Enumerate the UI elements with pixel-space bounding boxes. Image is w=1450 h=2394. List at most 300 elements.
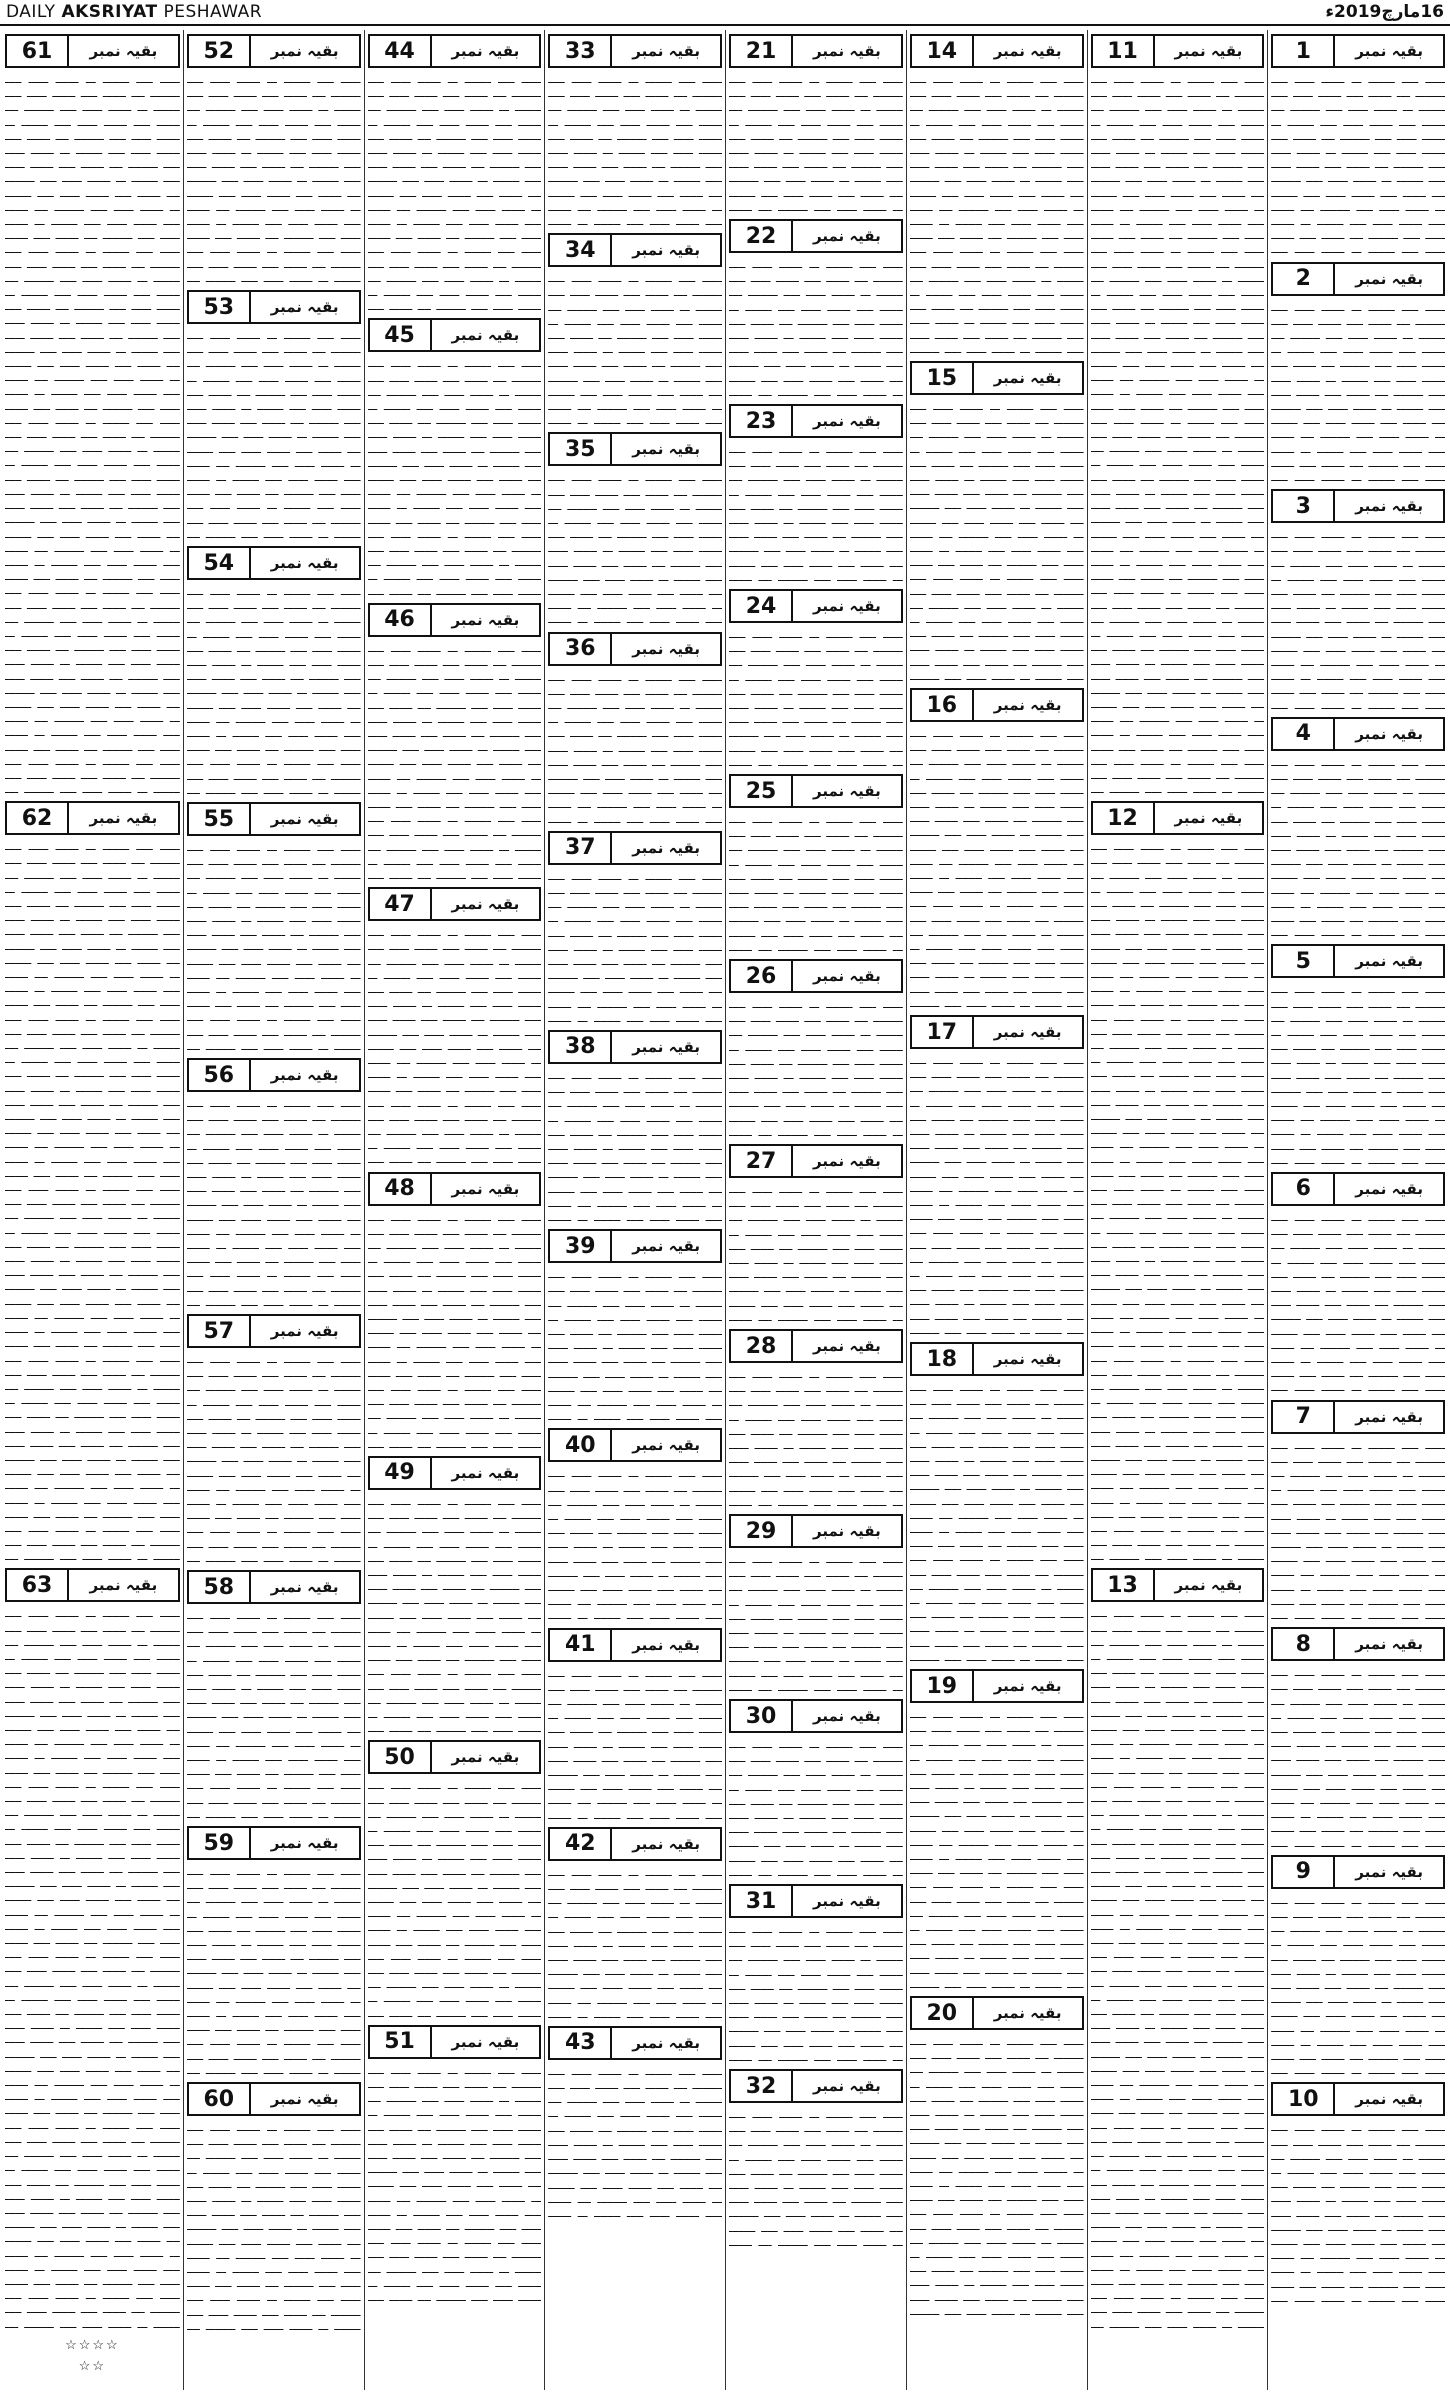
column-8 xyxy=(2,30,183,2390)
continuation-label: بقیہ نمبر xyxy=(813,412,881,430)
continuation-item xyxy=(548,34,722,229)
continuation-body: ــــــ ـــــ ــــــــ ـــ ـــــــ ــــــ ـــــ ـــــــــ ــــ ـــــــ ـــــ ـــــــ ــــــ ـــــ ــــــــ ـــ ـــــــ ــــــ ـــــ ـــــــــ ــــ ـــــــ ـــــ ـــــــ ــــــ ـــــ ــــــــ ـــ ـــــــ ــــــ ـــــ ـــــــــ ــــ ـــــــ ـــــ ـــــــ ــــــ ـــــ ــــــــ ـــ ـــــــ ــــــ ـــــ ـــــــــ ــــ ـــــــ ـــــ ـــــــ ــــــ ـــــ ــــــــ ـــ ـــــــ ــــــ ـــــ ـــــــــ ــــ ـــــــ ـــــ ـــــــ ــــــ ـــــ ــــــــ ـــ ـــــــ ــــــ ـــــ ـــــــــ ــــ ـــــــ ـــــ ـــــــ ــــــ ـــــ ــــــــ ـــ ـــــــ xyxy=(548,73,722,229)
continuation-header xyxy=(910,361,1084,395)
continuation-body: ــــــ ـــــ ــــــــ ـــ ـــــــ ــــــ ـــــ ـــــــــ ــــ ـــــــ ـــــ ـــــــ ــــــ ـــــ ــــــــ ـــ ـــــــ ــــــ ـــــ ـــــــــ ــــ ـــــــ ـــــ ـــــــ ــــــ ـــــ ــــــــ ـــ ـــــــ ــــــ ـــــ ـــــــــ ــــ ـــــــ ـــــ ـــــــ ــــــ ـــــ ــــــــ ـــ ـــــــ ــــــ ـــــ ـــــــــ ــــ ـــــــ ـــــ ـــــــ ــــــ ـــــ ــــــــ ـــ ـــــــ ــــــ ـــــ ـــــــــ ــــ ـــــــ ـــــ ـــــــ ــــــ ـــــ ــــــــ ـــ ـــــــ ــــــ ـــــ ـــــــــ ــــ ـــــــ xyxy=(729,813,903,954)
continuation-number: 19 xyxy=(912,1671,974,1701)
continuation-body: ــــــ ـــــ ــــــــ ـــ ـــــــ ــــــ ـــــ ـــــــــ ــــ ـــــــ ـــــ ـــــــ ــــــ ـــــ ــــــــ ـــ ـــــــ ــــــ ـــــ ـــــــــ ــــ ـــــــ ـــــ ـــــــ ــــــ ـــــ ــــــــ ـــ ـــــــ ــــــ ـــــ ـــــــــ ــــ ـــــــ ـــــ ـــــــ ــــــ ـــــ ــــــــ ـــ ـــــــ ــــــ ـــــ ـــــــــ ــــ ـــــــ ـــــ ـــــــ ــــــ ـــــ ــــــــ ـــ ـــــــ ــــــ ـــــ ـــــــــ ــــ ـــــــ ـــــ ـــــــ ــــــ ـــــ ــــــــ ـــ ـــــــ ــــــ ـــــ ـــــــــ ــــ ـــــــ xyxy=(729,1553,903,1694)
continuation-item xyxy=(1091,801,1265,1564)
continuation-item xyxy=(368,603,542,883)
continuation-item xyxy=(729,774,903,955)
continuation-body: ــــــ ـــــ ــــــــ ـــ ـــــــ ــــــ ـــــ ـــــــــ ــــ ـــــــ ـــــ ـــــــ ــــــ ـــــ ــــــــ ـــ ـــــــ ــــــ ـــــ ـــــــــ ــــ ـــــــ ـــــ ـــــــ ــــــ ـــــ ــــــــ ـــ ـــــــ ــــــ ـــــ ـــــــــ ــــ ـــــــ ـــــ ـــــــ ــــــ ـــــ ــــــــ ـــ ـــــــ ــــــ ـــــ ـــــــــ ــــ ـــــــ ـــــ ـــــــ ــــــ ـــــ ــــــــ ـــ ـــــــ ــــــ ـــــ ـــــــــ ــــ ـــــــ ـــــ ـــــــ ــــــ ـــــ ــــــــ ـــ ـــــــ ــــــ ـــــ ـــــــــ ــــ ـــــــ ـــــ ـــــــ ــــــ ـــــ ــــــــ ـــ ـــــــ ــــــ ـــــ ـــــــــ ــــ ـــــــ ـــــ ـــــــ ــــــ ـــــ ــــــــ ـــ ـــــــ ــــــ ـــــ ـــــــــ ــــ ـــــــ ـــــ ـــــــ ــــــ ـــــ ــــــــ ـــ ـــــــ ــــــ ـــــ ـــــــــ ــــ ـــــــ ـــــ ـــــــ ــــــ ـــــ ــــــــ ـــ ـــــــ ــــــ ـــــ ـــــــــ ــــ ـــــــ ـــــ ـــــــ ــــــ ـــــ ــــــــ ـــ ـــــــ ــــــ ـــــ ـــــــــ ــــ ـــــــ ـــــ ـــــــ ــــــ ـــــ ــــــــ ـــ ـــــــ ــــــ ـــــ ـــــــــ xyxy=(909,1708,1084,1991)
continuation-number: 2 xyxy=(1273,264,1335,294)
continuation-body: ــــــ ـــــ ــــــــ ـــ ـــــــ ــــــ ـــــ ـــــــــ ــــ ـــــــ ـــــ ـــــــ ــــــ ـــــ ــــــــ ـــ ـــــــ ــــــ ـــــ ـــــــــ ــــ ـــــــ ـــــ ـــــــ ــــــ ـــــ ــــــــ ـــ ـــــــ ــــــ ـــــ ـــــــــ ــــ ـــــــ ـــــ ـــــــ ــــــ ـــــ ــــــــ ـــ ـــــــ ــــــ ـــــ ـــــــــ ــــ ـــــــ ـــــ ـــــــ ــــــ ـــــ ــــــــ ـــ ـــــــ ــــــ ـــــ ـــــــــ ــــ ـــــــ ـــــ ـــــــ ــــــ ـــــ ــــــــ ـــ ـــــــ ــــــ ـــــ ـــــــــ ــــ ـــــــ xyxy=(729,1183,903,1324)
continuation-header xyxy=(910,1996,1084,2030)
continuation-label: بقیہ نمبر xyxy=(813,1892,881,1910)
continuation-header xyxy=(729,1884,903,1918)
continuation-header xyxy=(910,1342,1084,1376)
continuation-header xyxy=(368,318,542,352)
continuation-body: ــــــ ـــــ ــــــــ ـــ ـــــــ ــــــ ـــــ ـــــــــ ــــ ـــــــ ـــــ ـــــــ ــــــ ـــــ ــــــــ ـــ ـــــــ ــــــ ـــــ ـــــــــ ــــ ـــــــ ـــــ ـــــــ ــــــ ـــــ ــــــــ ـــ ـــــــ ــــــ ـــــ ـــــــــ ــــ ـــــــ ـــــ ـــــــ ــــــ ـــــ ــــــــ ـــ ـــــــ ــــــ ـــــ ـــــــــ ــــ ـــــــ ـــــ ـــــــ ــــــ ـــــ ــــــــ ـــ ـــــــ ــــــ ـــــ ـــــــــ ــــ ـــــــ ـــــ ـــــــ ــــــ ـــــ ــــــــ ـــ ـــــــ ــــــ ـــــ ـــــــــ ــــ ـــــــ ـــــ ـــــــ ــــــ ـــــ ــــــــ ـــ ـــــــ ــــــ ـــــ ـــــــــ ــــ ـــــــ ـــــ ـــــــ ــــــ ـــــ ــــــــ ـــ ـــــــ ــــــ ـــــ ـــــــــ ــــ ـــــــ ـــــ ـــــــ ــــــ ـــــ ــــــــ ـــ ـــــــ ــــــ ـــــ ـــــــــ ــــ ـــــــ ـــــ ـــــــ ــــــ ـــــ ــــــــ ـــ ـــــــ ــــــ ـــــ ـــــــــ ــــ ـــــــ ـــــ xyxy=(367,641,542,883)
continuation-number: 62 xyxy=(7,803,69,833)
continuation-header xyxy=(1271,1400,1445,1434)
continuation-header xyxy=(187,1570,361,1604)
publication-name xyxy=(6,2,262,22)
continuation-item xyxy=(910,1015,1084,1338)
continuation-number: 20 xyxy=(912,1998,974,2028)
continuation-number: 23 xyxy=(731,406,793,436)
continuation-item xyxy=(548,632,722,827)
continuation-item xyxy=(187,1314,361,1566)
continuation-label: بقیہ نمبر xyxy=(632,2033,700,2052)
continuation-label: بقیہ نمبر xyxy=(632,1635,700,1654)
continuation-label: بقیہ نمبر xyxy=(270,298,339,316)
continuation-label: بقیہ نمبر xyxy=(993,369,1062,387)
continuation-header xyxy=(187,1314,361,1348)
continuation-item xyxy=(1271,1400,1445,1624)
continuation-label: بقیہ نمبر xyxy=(270,1578,339,1596)
continuation-body: ــــــ ـــــ ــــــــ ـــ ـــــــ ــــــ ـــــ ـــــــــ ــــ ـــــــ ـــــ ـــــــ ــــــ ـــــ ــــــــ ـــ ـــــــ ــــــ ـــــ ـــــــــ ــــ ـــــــ ـــــ ـــــــ ــــــ ـــــ ــــــــ ـــ ـــــــ ــــــ ـــــ ـــــــــ ــــ ـــــــ ـــــ ـــــــ ــــــ ـــــ ــــــــ ـــ ـــــــ ــــــ ـــــ ـــــــــ ــــ ـــــــ ـــــ ـــــــ ــــــ ـــــ ــــــــ ـــ ـــــــ ــــــ ـــــ ـــــــــ ــــ ـــــــ ـــــ ـــــــ ــــــ ـــــ ــــــــ ـــ ـــــــ ــــــ ـــــ ـــــــــ ــــ ـــــــ ـــــ ـــــــ ــــــ ـــــ ــــــــ ـــ ـــــــ ــــــ ـــــ ـــــــــ ــــ ـــــــ ـــــ ـــــــ ــــــ ـــــ ــــــــ ـــ ـــــــ ــــــ ـــــ ـــــــــ ــــ ـــــــ ـــــ ـــــــ ــــــ ـــــ ــــــــ ـــ ـــــــ ــــــ ـــــ ـــــــــ ــــ ـــــــ ـــــ ـــــــ ــــــ ـــــ ــــــــ ـــ ـــــــ ــــــ ـــــ ـــــــــ ــــ ـــــــ ـــــ xyxy=(367,1210,542,1451)
continuation-body: ــــــ ـــــ ــــــــ ـــ ـــــــ ــــــ ـــــ ـــــــــ ــــ ـــــــ ـــــ ـــــــ ــــــ ـــــ ــــــــ ـــ ـــــــ ــــــ ـــــ ـــــــــ ــــ ـــــــ ـــــ ـــــــ ــــــ ـــــ ــــــــ ـــ ـــــــ ــــــ ـــــ ـــــــــ ــــ ـــــــ ـــــ ـــــــ ــــــ ـــــ ــــــــ ـــ ـــــــ ــــــ ـــــ ـــــــــ ــــ ـــــــ ـــــ ـــــــ ــــــ ـــــ ــــــــ ـــ ـــــــ ــــــ ـــــ ـــــــــ ــــ ـــــــ ـــــ ـــــــ ــــــ ـــــ ــــــــ ـــ ـــــــ ــــــ ـــــ ـــــــــ ــــ ـــــــ ـــــ ـــــــ ــــــ ـــــ ــــــــ ـــ ـــــــ ــــــ ـــــ ـــــــــ ــــ ـــــــ ـــــ ـــــــ ــــــ ـــــ ــــــــ ـــ ـــــــ ــــــ ـــــ ـــــــــ ــــ ـــــــ ـــــ ـــــــ ــــــ ـــــ ــــــــ ـــ ـــــــ ــــــ ـــــ ـــــــــ ــــ ـــــــ ـــــ ـــــــ ــــــ ـــــ ــــــــ ـــ ـــــــ ــــــ ـــــ ـــــــــ ــــ ـــــــ ـــــ ـــــــ ــــــ ـــــ ــــــــ ـــ ـــــــ ــــــ ـــــ ـــــــــ ــــ ـــــــ ـــــ ـــــــ ــــــ ـــــ ــــــــ ـــ ـــــــ ــــــ ـــــ ـــــــــ ــــ ـــــــ ـــــ ـــــــ ــــــ ـــــ ــــــــ ـــ ـــــــ ــــــ ـــــ ـــــــــ ــــ ـــــــ ـــــ ـــــــ ــــــ ـــــ ــــــــ ـــ ـــــــ ــــــ ـــــ ـــــــــ ــــ ـــــــ ـــــ ـــــــ ــــــ ـــــ ــــــــ ـــ ـــــــ ــــــ ـــــ ـــــــــ ــــ ـــــــ ـــــ ـــــــ ــــــ ـــــ ــــــــ ـــ ـــــــ ــــــ ـــــ ـــــــــ ــــ ـــــــ ـــــ ـــــــ ــــــ ـــــ ــــــــ ـــ ـــــــ ــــــ ـــــ ـــــــــ ــــ ـــــــ ـــــ ـــــــ ــــــ ـــــ ــــــــ ـــ ـــــــ ــــــ ـــــ ـــــــــ ــــ ـــــــ ـــــ ـــــــ ــــــ ـــــ ــــــــ ـــ ـــــــ ــــــ ـــــ ـــــــــ ــــ ـــــــ ـــــ ـــــــ ــــــ ـــــ ــــــــ ـــ ـــــــ ــــــ ـــــ ـــــــــ ــــ ـــــــ ـــــ ـــــــ ــــــ ـــــ ــــــــ ـــ ـــــــ ــــــ ـــــ ـــــــــ ــــ ـــــــ ـــــ ـــــــ ــــــ ـــــ ــــــــ ـــ ـــــــ ــــــ ـــــ ـــــــــ ــــ ـــــــ ـــــ ـــــــ ــــــ ـــــ ــــــــ ـــ ـــــــ ــــــ ـــــ ـــــــــ ــــ ـــــــ ـــــ ـــــــ ــــــ ـــــ ــــــــ ـــ ـــــــ ــــــ ـــــ ـــــــــ ــــ ـــــــ ـــــ ـــــــ ــــــ ـــــ ــــــــ ـــ ـــــــ ــــــ ـــــ ـــــــــ ــــ ـــــــ ـــــ ـــــــ ــــــ ـــــ ــــــــ ـــ ـــــــ ــــــ ـــــ ـــــــــ ــــ ـــــــ ـــــ ـــــــ ــــــ ـــــ ــــــــ ـــ ـــــــ ــــــ ـــــ ـــــــــ ــــ ـــــــ ـــــ ـــــــ ــــــ ـــــ ــــــــ ـــ ـــــــ ــــــ ـــــ ـــــــــ ــــ ـــــــ ـــــ ـــــــ ــــــ ـــــ ــــــــ ـــ ـــــــ ــــــ ـــــ ـــــــــ ــــ ـــــــ ـــــ ـــــــ ــــــ ـــــ ــــــــ ـــ ـــــــ ــــــ ـــــ ـــــــــ ــــ xyxy=(5,1607,180,2331)
continuation-body: ــــــ ـــــ ــــــــ ـــ ـــــــ ــــــ ـــــ ـــــــــ ــــ ـــــــ ـــــ ـــــــ ــــــ ـــــ ــــــــ ـــ ـــــــ ــــــ ـــــ ـــــــــ ــــ ـــــــ ـــــ ـــــــ ــــــ ـــــ ــــــــ ـــ ـــــــ ــــــ ـــــ ـــــــــ ــــ ـــــــ ـــــ ـــــــ ــــــ ـــــ ــــــــ ـــ ـــــــ ــــــ ـــــ ـــــــــ ــــ ـــــــ ـــــ ـــــــ ــــــ ـــــ ــــــــ ـــ ـــــــ ــــــ ـــــ ـــــــــ ــــ ـــــــ ـــــ ـــــــ ــــــ ـــــ ــــــــ ـــ ـــــــ ــــــ ـــــ ـــــــــ ــــ ـــــــ ـــــ ـــــــ ــــــ ـــــ ــــــــ ـــ ـــــــ ــــــ ـــــ ـــــــــ ــــ ـــــــ ـــــ ـــــــ ــــــ ـــــ ــــــــ ـــ ـــــــ ــــــ ـــــ ـــــــــ ــــ ـــــــ ـــــ ـــــــ ــــــ ـــــ ــــــــ ـــ ـــــــ ــــــ ـــــ ـــــــــ ــــ xyxy=(186,1097,361,1309)
continuation-body: ــــــ ـــــ ــــــــ ـــ ـــــــ ــــــ ـــــ ـــــــــ ــــ ـــــــ ـــــ ـــــــ ــــــ ـــــ ــــــــ ـــ ـــــــ ــــــ ـــــ ـــــــــ ــــ ـــــــ ـــــ ـــــــ ــــــ ـــــ ــــــــ ـــ ـــــــ ــــــ ـــــ ـــــــــ ــــ ـــــــ ـــــ ـــــــ ــــــ ـــــ ــــــــ ـــ ـــــــ ــــــ ـــــ ـــــــــ ــــ ـــــــ ـــــ ـــــــ ــــــ ـــــ ــــــــ ـــ ـــــــ ــــــ ـــــ ـــــــــ ــــ ـــــــ ـــــ ـــــــ ــــــ ـــــ ــــــــ ـــ ـــــــ ــــــ ـــــ ـــــــــ ــــ ـــــــ ـــــ ـــــــ ــــــ ـــــ ــــــــ ـــ ـــــــ ــــــ ـــــ ـــــــــ ــــ ـــــــ ـــــ ـــــــ ــــــ ـــــ ــــــــ ـــ ـــــــ ــــــ ـــــ ـــــــــ ــــ ـــــــ ـــــ ـــــــ ــــــ ـــــ ــــــــ ـــ ـــــــ ــــــ ـــــ ـــــــــ ــــ xyxy=(186,329,361,541)
continuation-header xyxy=(910,34,1084,68)
continuation-body: ــــــ ـــــ ــــــــ ـــ ـــــــ ــــــ ـــــ ـــــــــ ــــ ـــــــ ـــــ ـــــــ ــــــ ـــــ ــــــــ ـــ ـــــــ ــــــ ـــــ ـــــــــ ــــ ـــــــ ـــــ ـــــــ ــــــ ـــــ ــــــــ ـــ ـــــــ ــــــ ـــــ ـــــــــ ــــ ـــــــ ـــــ ـــــــ ــــــ ـــــ ــــــــ ـــ ـــــــ ــــــ ـــــ ـــــــــ ــــ ـــــــ ـــــ ـــــــ ــــــ ـــــ ــــــــ ـــ ـــــــ ــــــ ـــــ ـــــــــ ــــ ـــــــ ـــــ ـــــــ ــــــ ـــــ ــــــــ ـــ ـــــــ ــــــ ـــــ ـــــــــ ــــ ـــــــ ـــــ ـــــــ ــــــ ـــــ ــــــــ ـــ ـــــــ ــــــ ـــــ ـــــــــ ــــ ـــــــ ـــــ ـــــــ ــــــ ـــــ ــــــــ ـــ ـــــــ ــــــ ـــــ ـــــــــ ــــ ـــــــ ـــــ ـــــــ ــــــ ـــــ ــــــــ ـــ ـــــــ ــــــ ـــــ ـــــــــ ــــ xyxy=(186,1865,361,2077)
continuation-label: بقیہ نمبر xyxy=(1355,42,1423,60)
continuation-number: 38 xyxy=(550,1032,612,1062)
continuation-label: بقیہ نمبر xyxy=(451,610,520,629)
continuation-body: ــــــ ـــــ ــــــــ ـــ ـــــــ ــــــ ـــــ ـــــــــ ــــ ـــــــ ـــــ ـــــــ ــــــ ـــــ ــــــــ ـــ ـــــــ ــــــ ـــــ ـــــــــ ــــ ـــــــ ـــــ ـــــــ ــــــ ـــــ ــــــــ ـــ ـــــــ ــــــ ـــــ ـــــــــ ــــ ـــــــ ـــــ ـــــــ ــــــ ـــــ ــــــــ ـــ ـــــــ ــــــ ـــــ ـــــــــ ــــ ـــــــ ـــــ ـــــــ ــــــ ـــــ ــــــــ ـــ ـــــــ ــــــ ـــــ ـــــــــ ــــ ـــــــ ـــــ ـــــــ ــــــ ـــــ ــــــــ ـــ ـــــــ ــــــ ـــــ ـــــــــ ــــ ـــــــ ـــــ ـــــــ ــــــ ـــــ ــــــــ ـــ ـــــــ xyxy=(548,1865,722,2021)
continuation-item xyxy=(548,1030,722,1225)
continuation-body: ــــــ ـــــ ــــــــ ـــ ـــــــ ــــــ ـــــ ـــــــــ ــــ ـــــــ ـــــ ـــــــ ــــــ ـــــ ــــــــ ـــ ـــــــ ــــــ ـــــ ـــــــــ ــــ ـــــــ ـــــ ـــــــ ــــــ ـــــ ــــــــ ـــ ـــــــ ــــــ ـــــ ـــــــــ ــــ ـــــــ ـــــ ـــــــ ــــــ ـــــ ــــــــ ـــ ـــــــ ــــــ ـــــ ـــــــــ ــــ ـــــــ ـــــ ـــــــ ــــــ ـــــ ــــــــ ـــ ـــــــ ــــــ ـــــ ـــــــــ ــــ ـــــــ ـــــ ـــــــ ــــــ ـــــ ــــــــ ـــ ـــــــ ــــــ ـــــ ـــــــــ ــــ ـــــــ ـــــ ـــــــ ــــــ ـــــ ــــــــ ـــ ـــــــ ــــــ ـــــ ـــــــــ ــــ ـــــــ ـــــ ـــــــ ــــــ ـــــ ــــــــ ـــ ـــــــ ــــــ ـــــ ـــــــــ ــــ ـــــــ ـــــ ـــــــ ــــــ ـــــ ــــــــ ـــ ـــــــ ــــــ ـــــ ـــــــــ ــــ ـــــــ ـــــ ـــــــ ــــــ ـــــ ــــــــ ـــ ـــــــ ــــــ ـــــ ـــــــــ ــــ ـــــــ ـــــ xyxy=(367,1494,542,1736)
continuation-label: بقیہ نمبر xyxy=(813,967,881,985)
continuation-header xyxy=(368,1172,542,1206)
continuation-number: 17 xyxy=(912,1017,974,1047)
continuation-header xyxy=(729,2069,903,2103)
continuation-item xyxy=(1091,1568,1265,2331)
continuation-label: بقیہ نمبر xyxy=(270,1322,339,1340)
continuation-body: ــــــ ـــــ ــــــــ ـــ ـــــــ ــــــ ـــــ ـــــــــ ــــ ـــــــ ـــــ ـــــــ ــــــ ـــــ ــــــــ ـــ ـــــــ ــــــ ـــــ ـــــــــ ــــ ـــــــ ـــــ ـــــــ ــــــ ـــــ ــــــــ ـــ ـــــــ ــــــ ـــــ ـــــــــ ــــ ـــــــ ـــــ ـــــــ ــــــ ـــــ ــــــــ ـــ ـــــــ ــــــ ـــــ ـــــــــ ــــ ـــــــ ـــــ ـــــــ ــــــ ـــــ ــــــــ ـــ ـــــــ ــــــ ـــــ ـــــــــ ــــ ـــــــ ـــــ ـــــــ ــــــ ـــــ ــــــــ ـــ ـــــــ ــــــ ـــــ ـــــــــ ــــ ـــــــ ـــــ ـــــــ ــــــ ـــــ ــــــــ ـــ ـــــــ ــــــ ـــــ ـــــــــ ــــ ـــــــ ـــــ ـــــــ ــــــ ـــــ ــــــــ ـــ ـــــــ ــــــ ـــــ ـــــــــ ــــ ـــــــ ـــــ ـــــــ ــــــ ـــــ ــــــــ ـــ ـــــــ ــــــ ـــــ ـــــــــ ــــ ـــــــ ـــــ ـــــــ ــــــ ـــــ ــــــــ ـــ ـــــــ ــــــ ـــــ ـــــــــ ــــ ـــــــ ـــــ ـــــــ ــــــ ـــــ ــــــــ ـــ ـــــــ ــــــ ـــــ ـــــــــ ــــ ـــــــ ـــــ ـــــــ ــــــ ـــــ ــــــــ ـــ ـــــــ ــــــ ـــــ ـــــــــ ــــ ـــــــ ـــــ ـــــــ ــــــ ـــــ ــــــــ ـــ ـــــــ ــــــ ـــــ ـــــــــ ــــ ـــــــ ـــــ ـــــــ ــــــ ـــــ ــــــــ ـــ ـــــــ ــــــ ـــــ ـــــــــ ــــ ـــــــ ـــــ ـــــــ ــــــ ـــــ ــــــــ ـــ ـــــــ ــــــ ـــــ ـــــــــ ــــ ـــــــ ـــــ ـــــــ ــــــ ـــــ ــــــــ ـــ ـــــــ ــــــ ـــــ ـــــــــ ــــ ـــــــ ـــــ ـــــــ ــــــ ـــــ ــــــــ ـــ ـــــــ ــــــ ـــــ ـــــــــ ــــ ـــــــ ـــــ ـــــــ ــــــ ـــــ ــــــــ ـــ ـــــــ ــــــ ـــــ ـــــــــ ــــ ـــــــ ـــــ ـــــــ ــــــ ـــــ ــــــــ ـــ ـــــــ ــــــ ـــــ ـــــــــ ــــ ـــــــ ـــــ ـــــــ ــــــ ـــــ ــــــــ ـــ ـــــــ ــــــ ـــــ ـــــــــ ــــ ـــــــ ـــــ ـــــــ ــــــ ـــــ ــــــــ ـــ ـــــــ ــــــ ـــــ ـــــــــ ــــ ـــــــ ـــــ ـــــــ ــــــ ـــــ ــــــــ ـــ ـــــــ ــــــ ـــــ ـــــــــ ــــ ـــــــ ـــــ ـــــــ ــــــ ـــــ ــــــــ ـــ ـــــــ ــــــ ـــــ ـــــــــ ــــ ـــــــ ـــــ ـــــــ ــــــ ـــــ ــــــــ ـــ ـــــــ ــــــ ـــــ ـــــــــ ــــ ـــــــ ـــــ ـــــــ ــــــ ـــــ ــــــــ ـــ ـــــــ ــــــ ـــــ ـــــــــ ــــ ـــــــ ـــــ ـــــــ ــــــ ـــــ ــــــــ ـــ ـــــــ ــــــ ـــــ ـــــــــ ــــ ـــــــ ـــــ ـــــــ ــــــ ـــــ ــــــــ ـــ ـــــــ ــــــ ـــــ ـــــــــ ــــ ـــــــ ـــــ ـــــــ ــــــ ـــــ ــــــــ ـــ ـــــــ ــــــ ـــــ ـــــــــ ــــ ـــــــ ـــــ ـــــــ ــــــ ـــــ ــــــــ ـــ ـــــــ ــــــ ـــــ ـــــــــ ــــ ـــــــ ـــــ ـــــــ ــــــ ـــــ ــــــــ ـــ ـــــــ ــــــ ـــــ ـــــــــ ــــ xyxy=(5,840,180,1564)
continuation-item xyxy=(910,1342,1084,1665)
continuation-label: بقیہ نمبر xyxy=(993,696,1062,714)
continuation-body: ــــــ ـــــ ــــــــ ـــ ـــــــ ــــــ ـــــ ـــــــــ ــــ ـــــــ ـــــ ـــــــ ــــــ ـــــ ــــــــ ـــ ـــــــ ــــــ ـــــ ـــــــــ ــــ ـــــــ ـــــ ـــــــ ــــــ ـــــ ــــــــ ـــ ـــــــ ــــــ ـــــ ـــــــــ ــــ ـــــــ ـــــ ـــــــ ــــــ ـــــ ــــــــ ـــ ـــــــ ــــــ ـــــ ـــــــــ ــــ ـــــــ ـــــ ـــــــ ــــــ ـــــ ــــــــ ـــ ـــــــ ــــــ ـــــ ـــــــــ ــــ ـــــــ ـــــ ـــــــ ــــــ ـــــ ــــــــ ـــ ـــــــ ــــــ ـــــ ـــــــــ ــــ ـــــــ ـــــ ـــــــ ــــــ ـــــ ــــــــ ـــ ـــــــ ــــــ ـــــ ـــــــــ ــــ ـــــــ ـــــ ـــــــ ــــــ ـــــ ــــــــ ـــ ـــــــ ــــــ ـــــ ـــــــــ ــــ ـــــــ ـــــ ـــــــ ــــــ ـــــ ــــــــ ـــ ـــــــ ــــــ ـــــ ـــــــــ ــــ ـــــــ ـــــ ـــــــ ــــــ ـــــ ــــــــ ـــ ـــــــ ــــــ ـــــ ـــــــــ ــــ ـــــــ ـــــ ـــــــ ــــــ ـــــ ــــــــ ـــ ـــــــ ــــــ ـــــ ـــــــــ ــــ ـــــــ ـــــ ـــــــ ــــــ ـــــ ــــــــ ـــ ـــــــ ــــــ ـــــ ـــــــــ xyxy=(909,400,1084,683)
continuation-body: ــــــ ـــــ ــــــــ ـــ ـــــــ ــــــ ـــــ ـــــــــ ــــ ـــــــ ـــــ ـــــــ ــــــ ـــــ ــــــــ ـــ ـــــــ ــــــ ـــــ ـــــــــ ــــ ـــــــ ـــــ ـــــــ ــــــ ـــــ ــــــــ ـــ ـــــــ ــــــ ـــــ ـــــــــ ــــ ـــــــ ـــــ ـــــــ ــــــ ـــــ ــــــــ ـــ ـــــــ ــــــ ـــــ ـــــــــ ــــ ـــــــ ـــــ ـــــــ ــــــ ـــــ ــــــــ ـــ ـــــــ ــــــ ـــــ ـــــــــ ــــ ـــــــ ـــــ ـــــــ ــــــ ـــــ ــــــــ ـــ ـــــــ ــــــ ـــــ ـــــــــ ــــ ـــــــ xyxy=(729,73,903,214)
continuation-header xyxy=(187,802,361,836)
continuation-header xyxy=(5,1568,180,1602)
continuation-item xyxy=(910,361,1084,684)
continuation-item xyxy=(1271,717,1445,941)
continuation-item xyxy=(729,1884,903,2065)
continuation-body: ــــــ ـــــ ــــــــ ـــ ـــــــ ــــــ ـــــ ـــــــــ ــــ ـــــــ ـــــ ـــــــ ــــــ ـــــ ــــــــ ـــ ـــــــ ــــــ ـــــ ـــــــــ ــــ ـــــــ ـــــ ـــــــ ــــــ ـــــ ــــــــ ـــ ـــــــ ــــــ ـــــ ـــــــــ ــــ ـــــــ ـــــ ـــــــ ــــــ ـــــ ــــــــ ـــ ـــــــ ــــــ ـــــ ـــــــــ ــــ ـــــــ ـــــ ـــــــ ــــــ ـــــ ــــــــ ـــ ـــــــ ــــــ ـــــ ـــــــــ ــــ ـــــــ ـــــ ـــــــ ــــــ ـــــ ــــــــ ـــ ـــــــ ــــــ ـــــ ـــــــــ ــــ ـــــــ ـــــ ـــــــ ــــــ ـــــ ــــــــ ـــ ـــــــ ــــــ ـــــ ـــــــــ ــــ ـــــــ ـــــ ـــــــ ــــــ ـــــ ــــــــ ـــ ـــــــ ــــــ ـــــ ـــــــــ ــــ ـــــــ ـــــ ـــــــ ــــــ ـــــ ــــــــ ـــ ـــــــ ــــــ ـــــ ـــــــــ ــــ ـــــــ ـــــ ـــــــ ــــــ ـــــ ــــــــ ـــ ـــــــ ــــــ ـــــ ـــــــــ ــــ ـــــــ ـــــ ـــــــ ــــــ ـــــ ــــــــ ـــ ـــــــ ــــــ ـــــ ـــــــــ ــــ ـــــــ ـــــ ـــــــ ــــــ ـــــ ــــــــ ـــ ـــــــ ــــــ ـــــ ـــــــــ ــــ ـــــــ ـــــ ـــــــ ــــــ ـــــ ــــــــ ـــ ـــــــ ــــــ ـــــ ـــــــــ ــــ ـــــــ ـــــ ـــــــ ــــــ ـــــ ــــــــ ـــ ـــــــ ــــــ ـــــ ـــــــــ ــــ ـــــــ ـــــ ـــــــ ــــــ ـــــ ــــــــ ـــ ـــــــ ــــــ ـــــ ـــــــــ ــــ ـــــــ ـــــ ـــــــ ــــــ ـــــ ــــــــ ـــ ـــــــ ــــــ ـــــ ـــــــــ ــــ ـــــــ ـــــ ـــــــ ــــــ ـــــ ــــــــ ـــ ـــــــ ــــــ ـــــ ـــــــــ ــــ ـــــــ ـــــ ـــــــ ــــــ ـــــ ــــــــ ـــ ـــــــ ــــــ ـــــ ـــــــــ ــــ ـــــــ ـــــ ـــــــ ــــــ ـــــ ــــــــ ـــ ـــــــ ــــــ ـــــ ـــــــــ ــــ ـــــــ ـــــ ـــــــ ــــــ ـــــ ــــــــ ـــ ـــــــ ــــــ ـــــ ـــــــــ ــــ ـــــــ ـــــ ـــــــ ــــــ ـــــ ــــــــ ـــ ـــــــ ــــــ ـــــ ـــــــــ ــــ ـــــــ ـــــ ـــــــ ــــــ ـــــ ــــــــ ـــ ـــــــ ــــــ ـــــ ـــــــــ ــــ ـــــــ ـــــ ـــــــ ــــــ ـــــ ــــــــ ـــ ـــــــ ــــــ ـــــ ـــــــــ ــــ ـــــــ ـــــ ـــــــ ــــــ ـــــ ــــــــ ـــ ـــــــ ــــــ ـــــ ـــــــــ ــــ ـــــــ ـــــ ـــــــ ــــــ ـــــ ــــــــ ـــ ـــــــ ــــــ ـــــ ـــــــــ ــــ ـــــــ ـــــ ـــــــ ــــــ ـــــ ــــــــ ـــ ـــــــ ــــــ ـــــ ـــــــــ ــــ ـــــــ ـــــ ـــــــ ــــــ ـــــ ــــــــ ـــ ـــــــ ــــــ ـــــ ـــــــــ ــــ ـــــــ ـــــ ـــــــ ــــــ ـــــ ــــــــ ـــ ـــــــ ــــــ ـــــ ـــــــــ ــــ ـــــــ ـــــ ـــــــ ــــــ ـــــ ــــــــ ـــ ـــــــ ــــــ ـــــ ـــــــــ ــــ ـــــــ ـــــ ـــــــ ــــــ ـــــ ــــــــ ـــ ـــــــ ــــــ ـــــ ـــــــــ ــــ xyxy=(1090,840,1265,1564)
continuation-header xyxy=(368,34,542,68)
continuation-header xyxy=(910,1015,1084,1049)
continuation-header xyxy=(1271,1172,1445,1206)
continuation-number: 32 xyxy=(731,2071,793,2101)
continuation-header xyxy=(1271,944,1445,978)
continuation-number: 1 xyxy=(1273,36,1335,66)
continuation-item xyxy=(187,546,361,798)
continuation-label: بقیہ نمبر xyxy=(1174,42,1243,60)
continuation-label: بقیہ نمبر xyxy=(451,1463,520,1482)
continuation-header xyxy=(368,1456,542,1490)
continuation-number: 16 xyxy=(912,690,974,720)
continuation-body: ــــــ ـــــ ــــــــ ـــ ـــــــ ــــــ ـــــ ـــــــــ ــــ ـــــــ ـــــ ـــــــ ــــــ ـــــ ــــــــ ـــ ـــــــ ــــــ ـــــ ـــــــــ ــــ ـــــــ ـــــ ـــــــ ــــــ ـــــ ــــــــ ـــ ـــــــ ــــــ ـــــ ـــــــــ ــــ ـــــــ ـــــ ـــــــ ــــــ ـــــ ــــــــ ـــ ـــــــ ــــــ ـــــ ـــــــــ ــــ ـــــــ ـــــ ـــــــ ــــــ ـــــ ــــــــ ـــ ـــــــ ــــــ ـــــ ـــــــــ ــــ ـــــــ ـــــ ـــــــ ــــــ ـــــ ــــــــ ـــ ـــــــ ــــــ ـــــ ـــــــــ ــــ ـــــــ ـــــ ـــــــ ــــــ ـــــ ــــــــ ـــ ـــــــ ــــــ ـــــ ـــــــــ ــــ ـــــــ ـــــ ـــــــ ــــــ ـــــ ــــــــ ـــ ـــــــ ــــــ ـــــ xyxy=(1271,528,1445,712)
continuation-header xyxy=(548,432,722,466)
continuation-item xyxy=(1271,1627,1445,1851)
continuation-number: 11 xyxy=(1093,36,1155,66)
continuation-number: 35 xyxy=(550,434,612,464)
continuation-label: بقیہ نمبر xyxy=(1174,809,1243,828)
continuation-label: بقیہ نمبر xyxy=(1174,1576,1243,1595)
continuation-header xyxy=(729,1329,903,1363)
continuation-header xyxy=(187,2082,361,2116)
continuation-item xyxy=(729,219,903,400)
continuation-number: 31 xyxy=(731,1886,793,1916)
continuation-item xyxy=(187,1826,361,2078)
continuation-item xyxy=(729,1144,903,1325)
continuation-body: ــــــ ـــــ ــــــــ ـــ ـــــــ ــــــ ـــــ ـــــــــ ــــ ـــــــ ـــــ ـــــــ ــــــ ـــــ ــــــــ ـــ ـــــــ ــــــ ـــــ ـــــــــ ــــ ـــــــ ـــــ ـــــــ ــــــ ـــــ ــــــــ ـــ ـــــــ ــــــ ـــــ ـــــــــ ــــ ـــــــ ـــــ ـــــــ ــــــ ـــــ ــــــــ ـــ ـــــــ ــــــ ـــــ ـــــــــ ــــ ـــــــ ـــــ ـــــــ ــــــ ـــــ ــــــــ ـــ ـــــــ ــــــ ـــــ ـــــــــ ــــ ـــــــ ـــــ ـــــــ ــــــ ـــــ ــــــــ ـــ ـــــــ ــــــ ـــــ ـــــــــ ــــ ـــــــ ـــــ ـــــــ ــــــ ـــــ ــــــــ ـــ ـــــــ ــــــ ـــــ ـــــــــ ــــ ـــــــ ـــــ ـــــــ ــــــ ـــــ ــــــــ ـــ ـــــــ ــــــ ـــــ ـــــــــ ــــ ـــــــ ـــــ ـــــــ ــــــ ـــــ ــــــــ ـــ ـــــــ ــــــ ـــــ ـــــــــ ــــ ـــــــ ـــــ ـــــــ ــــــ ـــــ ــــــــ ـــ ـــــــ ــــــ ـــــ ـــــــــ ــــ ـــــــ ـــــ xyxy=(367,1779,542,2020)
continuation-number: 18 xyxy=(912,1344,974,1374)
continuation-label: بقیہ نمبر xyxy=(1355,1635,1423,1654)
continuation-header xyxy=(187,1058,361,1092)
continuation-header xyxy=(729,1514,903,1548)
continuation-number: 14 xyxy=(912,36,974,66)
continuation-number: 49 xyxy=(370,1458,432,1488)
continuation-number: 26 xyxy=(731,961,793,991)
continuation-number: 10 xyxy=(1273,2084,1335,2114)
column-3 xyxy=(906,30,1087,2390)
continuation-label: بقیہ نمبر xyxy=(632,1037,700,1056)
continuation-item xyxy=(729,34,903,215)
continuation-header xyxy=(1271,1627,1445,1661)
continuation-label: بقیہ نمبر xyxy=(813,782,881,800)
continuation-label: بقیہ نمبر xyxy=(993,42,1062,60)
publication-city: PESHAWAR xyxy=(163,2,263,22)
continuation-header xyxy=(187,546,361,580)
continuation-body: ــــــ ـــــ ــــــــ ـــ ـــــــ ــــــ ـــــ ـــــــــ ــــ ـــــــ ـــــ ـــــــ ــــــ ـــــ ــــــــ ـــ ـــــــ ــــــ ـــــ ـــــــــ ــــ ـــــــ ـــــ ـــــــ ــــــ ـــــ ــــــــ ـــ ـــــــ ــــــ ـــــ ـــــــــ ــــ ـــــــ ـــــ ـــــــ ــــــ ـــــ ــــــــ ـــ ـــــــ ــــــ ـــــ ـــــــــ ــــ ـــــــ ـــــ ـــــــ ــــــ ـــــ ــــــــ ـــ ـــــــ ــــــ ـــــ ـــــــــ ــــ ـــــــ ـــــ ـــــــ ــــــ ـــــ ــــــــ ـــ ـــــــ ــــــ ـــــ ـــــــــ ــــ ـــــــ ـــــ ـــــــ ــــــ ـــــ ــــــــ ـــ ـــــــ ــــــ ـــــ ـــــــــ ــــ ـــــــ ـــــ ـــــــ ــــــ ـــــ ــــــــ ـــ ـــــــ ــــــ ـــــ ـــــــــ ــــ ـــــــ ـــــ ـــــــ ــــــ ـــــ ــــــــ ـــ ـــــــ ــــــ ـــــ ـــــــــ ــــ ـــــــ ـــــ ـــــــ ــــــ ـــــ ــــــــ ـــ ـــــــ ــــــ ـــــ ـــــــــ ــــ ـــــــ ـــــ ـــــــ ــــــ ـــــ ــــــــ ـــ ـــــــ ــــــ ـــــ ـــــــــ ــــ ـــــــ ـــــ ـــــــ ــــــ ـــــ ــــــــ ـــ ـــــــ ــــــ ـــــ ـــــــــ xyxy=(909,727,1084,1010)
continuation-label: بقیہ نمبر xyxy=(89,1576,158,1595)
continuation-number: 61 xyxy=(7,36,69,66)
continuation-body: ــــــ ـــــ ــــــــ ـــ ـــــــ ــــــ ـــــ ـــــــــ ــــ ـــــــ ـــــ ـــــــ ــــــ ـــــ ــــــــ ـــ ـــــــ ــــــ ـــــ ـــــــــ ــــ ـــــــ ـــــ ـــــــ ــــــ ـــــ ــــــــ ـــ ـــــــ ــــــ ـــــ ـــــــــ ــــ ـــــــ ـــــ ـــــــ ــــــ ـــــ ــــــــ ـــ ـــــــ ــــــ ـــــ ـــــــــ ــــ ـــــــ ـــــ ـــــــ ــــــ ـــــ ــــــــ ـــ ـــــــ ــــــ ـــــ ـــــــــ ــــ ـــــــ ـــــ ـــــــ ــــــ ـــــ ــــــــ ـــ ـــــــ ــــــ ـــــ ـــــــــ ــــ ـــــــ ـــــ ـــــــ ــــــ ـــــ ــــــــ ـــ ـــــــ ــــــ ـــــ ـــــــــ ــــ ـــــــ ـــــ ـــــــ ــــــ ـــــ ــــــــ ـــ ـــــــ ــــــ ـــــ xyxy=(1271,2121,1445,2305)
continuation-label: بقیہ نمبر xyxy=(993,2004,1062,2022)
continuation-item xyxy=(5,1568,180,2331)
continuation-body: ــــــ ـــــ ــــــــ ـــ ـــــــ ــــــ ـــــ ـــــــــ ــــ ـــــــ ـــــ ـــــــ ــــــ ـــــ ــــــــ ـــ ـــــــ ــــــ ـــــ ـــــــــ ــــ ـــــــ ـــــ ـــــــ ــــــ ـــــ ــــــــ ـــ ـــــــ ــــــ ـــــ ـــــــــ ــــ ـــــــ ـــــ ـــــــ ــــــ ـــــ ــــــــ ـــ ـــــــ ــــــ ـــــ ـــــــــ ــــ ـــــــ ـــــ ـــــــ ــــــ ـــــ ــــــــ ـــ ـــــــ ــــــ ـــــ ـــــــــ ــــ ـــــــ ـــــ ـــــــ ــــــ ـــــ ــــــــ ـــ ـــــــ ــــــ ـــــ ـــــــــ ــــ ـــــــ ـــــ ـــــــ ــــــ ـــــ ــــــــ ـــ ـــــــ ــــــ ـــــ ـــــــــ ــــ ـــــــ ـــــ ـــــــ ــــــ ـــــ ــــــــ ـــ ـــــــ ــــــ ـــــ ـــــــــ ــــ ـــــــ ـــــ ـــــــ ــــــ ـــــ ــــــــ ـــ ـــــــ ــــــ ـــــ ـــــــــ ــــ ـــــــ ـــــ ـــــــ ــــــ ـــــ ــــــــ ـــ ـــــــ ــــــ ـــــ ـــــــــ ــــ ـــــــ ـــــ ـــــــ ــــــ ـــــ ــــــــ ـــ ـــــــ ــــــ ـــــ ـــــــــ ــــ ـــــــ ـــــ ـــــــ ــــــ ـــــ ــــــــ ـــ ـــــــ ــــــ ـــــ ـــــــــ ــــ ـــــــ ـــــ ـــــــ ــــــ ـــــ ــــــــ ـــ ـــــــ ــــــ ـــــ ـــــــــ ــــ ـــــــ ـــــ ـــــــ ــــــ ـــــ ــــــــ ـــ ـــــــ ــــــ ـــــ ـــــــــ ــــ ـــــــ ـــــ ـــــــ ــــــ ـــــ ــــــــ ـــ ـــــــ ــــــ ـــــ ـــــــــ ــــ ـــــــ ـــــ ـــــــ ــــــ ـــــ ــــــــ ـــ ـــــــ ــــــ ـــــ ـــــــــ ــــ ـــــــ ـــــ ـــــــ ــــــ ـــــ ــــــــ ـــ ـــــــ ــــــ ـــــ ـــــــــ ــــ ـــــــ ـــــ ـــــــ ــــــ ـــــ ــــــــ ـــ ـــــــ ــــــ ـــــ ـــــــــ ــــ ـــــــ ـــــ ـــــــ ــــــ ـــــ ــــــــ ـــ ـــــــ ــــــ ـــــ ـــــــــ ــــ ـــــــ ـــــ ـــــــ ــــــ ـــــ ــــــــ ـــ ـــــــ ــــــ ـــــ ـــــــــ ــــ ـــــــ ـــــ ـــــــ ــــــ ـــــ ــــــــ ـــ ـــــــ ــــــ ـــــ ـــــــــ ــــ ـــــــ ـــــ ـــــــ ــــــ ـــــ ــــــــ ـــ ـــــــ ــــــ ـــــ ـــــــــ ــــ ـــــــ ـــــ ـــــــ ــــــ ـــــ ــــــــ ـــ ـــــــ ــــــ ـــــ ـــــــــ ــــ ـــــــ ـــــ ـــــــ ــــــ ـــــ ــــــــ ـــ ـــــــ ــــــ ـــــ ـــــــــ ــــ ـــــــ ـــــ ـــــــ ــــــ ـــــ ــــــــ ـــ ـــــــ ــــــ ـــــ ـــــــــ ــــ ـــــــ ـــــ ـــــــ ــــــ ـــــ ــــــــ ـــ ـــــــ ــــــ ـــــ ـــــــــ ــــ ـــــــ ـــــ ـــــــ ــــــ ـــــ ــــــــ ـــ ـــــــ ــــــ ـــــ ـــــــــ ــــ ـــــــ ـــــ ـــــــ ــــــ ـــــ ــــــــ ـــ ـــــــ ــــــ ـــــ ـــــــــ ــــ ـــــــ ـــــ ـــــــ ــــــ ـــــ ــــــــ ـــ ـــــــ ــــــ ـــــ ـــــــــ ــــ ـــــــ ـــــ ـــــــ ــــــ ـــــ ــــــــ ـــ ـــــــ ــــــ ـــــ ـــــــــ ــــ xyxy=(5,73,180,797)
continuation-body: ــــــ ـــــ ــــــــ ـــ ـــــــ ــــــ ـــــ ـــــــــ ــــ ـــــــ ـــــ ـــــــ ــــــ ـــــ ــــــــ ـــ ـــــــ ــــــ ـــــ ـــــــــ ــــ ـــــــ ـــــ ـــــــ ــــــ ـــــ ــــــــ ـــ ـــــــ ــــــ ـــــ ـــــــــ ــــ ـــــــ ـــــ ـــــــ ــــــ ـــــ ــــــــ ـــ ـــــــ ــــــ ـــــ ـــــــــ ــــ ـــــــ ـــــ ـــــــ ــــــ ـــــ ــــــــ ـــ ـــــــ ــــــ ـــــ ـــــــــ ــــ ـــــــ ـــــ ـــــــ ــــــ ـــــ ــــــــ ـــ ـــــــ ــــــ ـــــ ـــــــــ ــــ ـــــــ xyxy=(729,998,903,1139)
continuation-header xyxy=(187,34,361,68)
continuation-label: بقیہ نمبر xyxy=(1355,1179,1423,1198)
continuation-header xyxy=(1271,34,1445,68)
continuation-item xyxy=(1271,944,1445,1168)
continuation-number: 50 xyxy=(370,1742,432,1772)
continuation-header xyxy=(729,1144,903,1178)
continuation-header xyxy=(548,1428,722,1462)
continuation-body: ــــــ ـــــ ــــــــ ـــ ـــــــ ــــــ ـــــ ـــــــــ ــــ ـــــــ ـــــ ـــــــ ــــــ ـــــ ــــــــ ـــ ـــــــ ــــــ ـــــ ـــــــــ ــــ ـــــــ ـــــ ـــــــ ــــــ ـــــ ــــــــ ـــ ـــــــ ــــــ ـــــ ـــــــــ ــــ ـــــــ ـــــ ـــــــ ــــــ ـــــ ــــــــ ـــ ـــــــ ــــــ ـــــ ـــــــــ ــــ ـــــــ ـــــ ـــــــ ــــــ ـــــ ــــــــ ـــ ـــــــ ــــــ ـــــ ـــــــــ ــــ ـــــــ ـــــ ـــــــ ــــــ ـــــ ــــــــ ـــ ـــــــ ــــــ ـــــ ـــــــــ ــــ ـــــــ ـــــ ـــــــ ــــــ ـــــ ــــــــ ـــ ـــــــ ــــــ ـــــ ـــــــــ ــــ ـــــــ ـــــ ـــــــ ــــــ ـــــ ــــــــ ـــ ـــــــ ــــــ ـــــ ـــــــــ ــــ ـــــــ ـــــ ـــــــ ــــــ ـــــ ــــــــ ـــ ـــــــ ــــــ ـــــ ـــــــــ ــــ xyxy=(186,2121,361,2333)
continuation-body: ــــــ ـــــ ــــــــ ـــ ـــــــ ــــــ ـــــ ـــــــــ ــــ ـــــــ ـــــ ـــــــ ــــــ ـــــ ــــــــ ـــ ـــــــ ــــــ ـــــ ـــــــــ ــــ ـــــــ ـــــ ـــــــ ــــــ ـــــ ــــــــ ـــ ـــــــ ــــــ ـــــ ـــــــــ ــــ ـــــــ ـــــ ـــــــ ــــــ ـــــ ــــــــ ـــ ـــــــ ــــــ ـــــ ـــــــــ ــــ ـــــــ ـــــ ـــــــ ــــــ ـــــ ــــــــ ـــ ـــــــ ــــــ ـــــ ـــــــــ ــــ ـــــــ ـــــ ـــــــ ــــــ ـــــ ــــــــ ـــ ـــــــ ــــــ ـــــ ـــــــــ ــــ ـــــــ ـــــ ـــــــ ــــــ ـــــ ــــــــ ـــ ـــــــ ــــــ ـــــ ـــــــــ ــــ ـــــــ ـــــ ـــــــ ــــــ ـــــ ــــــــ ـــ ـــــــ ــــــ ـــــ xyxy=(1271,1210,1445,1395)
continuation-item xyxy=(368,34,542,314)
continuation-number: 9 xyxy=(1273,1857,1335,1887)
continuation-number: 7 xyxy=(1273,1402,1335,1432)
continuation-item xyxy=(187,802,361,1054)
continuation-body: ــــــ ـــــ ــــــــ ـــ ـــــــ ــــــ ـــــ ـــــــــ ــــ ـــــــ ـــــ ـــــــ ــــــ ـــــ ــــــــ ـــ ـــــــ ــــــ ـــــ ـــــــــ ــــ ـــــــ ـــــ ـــــــ ــــــ ـــــ ــــــــ ـــ ـــــــ ــــــ ـــــ ـــــــــ ــــ ـــــــ ـــــ ـــــــ ــــــ ـــــ ــــــــ ـــ ـــــــ ــــــ ـــــ ـــــــــ ــــ ـــــــ ـــــ ـــــــ ــــــ ـــــ ــــــــ ـــ ـــــــ ــــــ ـــــ ـــــــــ ــــ ـــــــ ـــــ ـــــــ ــــــ ـــــ ــــــــ ـــ ـــــــ ــــــ ـــــ ـــــــــ ــــ ـــــــ xyxy=(729,1738,903,1879)
continuation-number: 52 xyxy=(189,36,251,66)
continuation-label: بقیہ نمبر xyxy=(451,1748,520,1767)
continuation-header xyxy=(729,774,903,808)
continuation-label: بقیہ نمبر xyxy=(993,1350,1062,1368)
continuation-body: ــــــ ـــــ ــــــــ ـــ ـــــــ ــــــ ـــــ ـــــــــ ــــ ـــــــ ـــــ ـــــــ ــــــ ـــــ ــــــــ ـــ ـــــــ ــــــ ـــــ ـــــــــ ــــ ـــــــ ـــــ ـــــــ ــــــ ـــــ ــــــــ ـــ ـــــــ ــــــ ـــــ ـــــــــ ــــ ـــــــ ـــــ ـــــــ ــــــ ـــــ ــــــــ ـــ ـــــــ ــــــ ـــــ ـــــــــ ــــ ـــــــ ـــــ ـــــــ ــــــ ـــــ ــــــــ ـــ ـــــــ ــــــ ـــــ ـــــــــ ــــ ـــــــ ـــــ ـــــــ ــــــ ـــــ ــــــــ ـــ ـــــــ ــــــ ـــــ ـــــــــ ــــ ـــــــ ـــــ ـــــــ ــــــ ـــــ ــــــــ ـــ ـــــــ ــــــ ـــــ ـــــــــ ــــ ـــــــ ـــــ ـــــــ ــــــ ـــــ ــــــــ ـــ ـــــــ ــــــ ـــــ xyxy=(1271,1438,1445,1622)
continuation-number: 30 xyxy=(731,1701,793,1731)
continuation-body: ــــــ ـــــ ــــــــ ـــ ـــــــ ــــــ ـــــ ـــــــــ ــــ ـــــــ ـــــ ـــــــ ــــــ ـــــ ــــــــ ـــ ـــــــ ــــــ ـــــ ـــــــــ ــــ ـــــــ ـــــ ـــــــ ــــــ ـــــ ــــــــ ـــ ـــــــ ــــــ ـــــ ـــــــــ ــــ ـــــــ ـــــ ـــــــ ــــــ ـــــ ــــــــ ـــ ـــــــ ــــــ ـــــ ـــــــــ ــــ ـــــــ ـــــ ـــــــ ــــــ ـــــ ــــــــ ـــ ـــــــ ــــــ ـــــ ـــــــــ ــــ ـــــــ ـــــ ـــــــ ــــــ ـــــ ــــــــ ـــ ـــــــ ــــــ ـــــ ـــــــــ ــــ ـــــــ ـــــ ـــــــ ــــــ ـــــ ــــــــ ـــ ـــــــ ــــــ ـــــ ـــــــــ ــــ ـــــــ ـــــ ـــــــ ــــــ ـــــ ــــــــ ـــ ـــــــ ــــــ ـــــ ـــــــــ ــــ ـــــــ ـــــ ـــــــ ــــــ ـــــ ــــــــ ـــ ـــــــ ــــــ ـــــ ـــــــــ ــــ xyxy=(186,73,361,285)
continuation-number: 25 xyxy=(731,776,793,806)
continuation-label: بقیہ نمبر xyxy=(813,2077,881,2095)
continuation-header xyxy=(1271,1855,1445,1889)
continuation-item xyxy=(548,1628,722,1823)
continuation-item xyxy=(729,589,903,770)
continuation-item xyxy=(548,831,722,1026)
continuation-header xyxy=(5,34,180,68)
continuation-item xyxy=(368,318,542,598)
continuation-number: 55 xyxy=(189,804,251,834)
continuation-header xyxy=(548,1628,722,1662)
continuation-item xyxy=(729,959,903,1140)
continuation-item xyxy=(729,404,903,585)
continuation-header xyxy=(548,1229,722,1263)
continuation-label: بقیہ نمبر xyxy=(632,42,700,60)
continuation-header xyxy=(548,632,722,666)
continuation-number: 29 xyxy=(731,1516,793,1546)
continuation-header xyxy=(1271,2082,1445,2116)
continuation-body: ــــــ ـــــ ــــــــ ـــ ـــــــ ــــــ ـــــ ـــــــــ ــــ ـــــــ ـــــ ـــــــ ــــــ ـــــ ــــــــ ـــ ـــــــ ــــــ ـــــ ـــــــــ ــــ ـــــــ ـــــ ـــــــ ــــــ ـــــ ــــــــ ـــ ـــــــ ــــــ ـــــ ـــــــــ ــــ ـــــــ ـــــ ـــــــ ــــــ ـــــ ــــــــ ـــ ـــــــ ــــــ ـــــ ـــــــــ ــــ ـــــــ ـــــ ـــــــ ــــــ ـــــ ــــــــ ـــ ـــــــ ــــــ ـــــ ـــــــــ ــــ ـــــــ ـــــ ـــــــ ــــــ ـــــ ــــــــ ـــ ـــــــ ــــــ ـــــ ـــــــــ ــــ ـــــــ ـــــ ـــــــ ــــــ ـــــ ــــــــ ـــ ـــــــ xyxy=(548,1268,722,1424)
continuation-item xyxy=(368,1740,542,2020)
continuation-body: ــــــ ـــــ ــــــــ ـــ ـــــــ ــــــ ـــــ ـــــــــ ــــ ـــــــ ـــــ ـــــــ ــــــ ـــــ ــــــــ ـــ ـــــــ ــــــ ـــــ ـــــــــ ــــ ـــــــ ـــــ ـــــــ ــــــ ـــــ ــــــــ ـــ ـــــــ ــــــ ـــــ ـــــــــ ــــ ـــــــ ـــــ ـــــــ ــــــ ـــــ ــــــــ ـــ ـــــــ ــــــ ـــــ ـــــــــ ــــ ـــــــ ـــــ ـــــــ ــــــ ـــــ ــــــــ ـــ ـــــــ ــــــ ـــــ ـــــــــ ــــ ـــــــ ـــــ ـــــــ ــــــ ـــــ ــــــــ ـــ ـــــــ ــــــ ـــــ ـــــــــ ــــ ـــــــ ـــــ ـــــــ ــــــ ـــــ ــــــــ ـــ ـــــــ ــــــ ـــــ ـــــــــ ــــ ـــــــ ـــــ ـــــــ ــــــ ـــــ ــــــــ ـــ ـــــــ ــــــ ـــــ ـــــــــ ــــ ـــــــ ـــــ ـــــــ ــــــ ـــــ ــــــــ ـــ ـــــــ ــــــ ـــــ ـــــــــ ــــ ـــــــ ـــــ ـــــــ ــــــ ـــــ ــــــــ ـــ ـــــــ ــــــ ـــــ ـــــــــ ــــ ـــــــ ـــــ ـــــــ ــــــ ـــــ ــــــــ ـــ ـــــــ ــــــ ـــــ ـــــــــ ــــ ـــــــ ـــــ ـــــــ ــــــ ـــــ ــــــــ ـــ ـــــــ ــــــ ـــــ ـــــــــ xyxy=(909,2035,1084,2318)
continuation-label: بقیہ نمبر xyxy=(813,1152,881,1170)
continuation-number: 63 xyxy=(7,1570,69,1600)
continuation-label: بقیہ نمبر xyxy=(270,810,339,828)
continuation-label: بقیہ نمبر xyxy=(451,895,520,914)
continuation-label: بقیہ نمبر xyxy=(451,42,520,60)
column-4 xyxy=(725,30,906,2390)
continuation-number: 59 xyxy=(189,1828,251,1858)
continuation-number: 13 xyxy=(1093,1570,1155,1600)
continuation-number: 43 xyxy=(550,2028,612,2058)
continuation-item xyxy=(548,432,722,627)
continuation-item xyxy=(187,290,361,542)
continuation-body: ــــــ ـــــ ــــــــ ـــ ـــــــ ــــــ ـــــ ـــــــــ ــــ ـــــــ ـــــ ـــــــ ــــــ ـــــ ــــــــ ـــ ـــــــ ــــــ ـــــ ـــــــــ ــــ ـــــــ ـــــ ـــــــ ــــــ ـــــ ــــــــ ـــ ـــــــ ــــــ ـــــ ـــــــــ ــــ ـــــــ ـــــ ـــــــ ــــــ ـــــ ــــــــ ـــ ـــــــ ــــــ ـــــ ـــــــــ ــــ ـــــــ ـــــ ـــــــ ــــــ ـــــ ــــــــ ـــ ـــــــ ــــــ ـــــ ـــــــــ ــــ ـــــــ ـــــ ـــــــ ــــــ ـــــ ــــــــ ـــ ـــــــ ــــــ ـــــ ـــــــــ ــــ ـــــــ ـــــ ـــــــ ــــــ ـــــ ــــــــ ـــ ـــــــ ــــــ ـــــ ـــــــــ ــــ ـــــــ ـــــ ـــــــ ــــــ ـــــ ــــــــ ـــ ـــــــ ــــــ ـــــ ـــــــــ ــــ ـــــــ ـــــ ـــــــ ــــــ ـــــ ــــــــ ـــ ـــــــ ــــــ ـــــ ـــــــــ ــــ xyxy=(186,585,361,797)
continuation-header xyxy=(729,34,903,68)
continuation-number: 15 xyxy=(912,363,974,393)
continuation-body: ــــــ ـــــ ــــــــ ـــ ـــــــ ــــــ ـــــ ـــــــــ ــــ ـــــــ ـــــ ـــــــ ــــــ ـــــ ــــــــ ـــ ـــــــ ــــــ ـــــ ـــــــــ ــــ ـــــــ ـــــ ـــــــ ــــــ ـــــ ــــــــ ـــ ـــــــ ــــــ ـــــ ـــــــــ ــــ ـــــــ ـــــ ـــــــ ــــــ ـــــ ــــــــ ـــ ـــــــ ــــــ ـــــ ـــــــــ ــــ ـــــــ ـــــ ـــــــ ــــــ ـــــ ــــــــ ـــ ـــــــ ــــــ ـــــ ـــــــــ ــــ ـــــــ ـــــ ـــــــ ــــــ ـــــ ــــــــ ـــ ـــــــ ــــــ ـــــ ـــــــــ ــــ ـــــــ ـــــ ـــــــ ــــــ ـــــ ــــــــ ـــ ـــــــ ــــــ ـــــ ـــــــــ ــــ ـــــــ ـــــ ـــــــ ــــــ ـــــ ــــــــ ـــ ـــــــ ــــــ ـــــ ـــــــــ ــــ ـــــــ ـــــ ـــــــ ــــــ ـــــ ــــــــ ـــ ـــــــ ــــــ ـــــ ـــــــــ ــــ xyxy=(186,1353,361,1565)
continuation-header xyxy=(187,290,361,324)
continuation-item xyxy=(368,1456,542,1736)
continuation-label: بقیہ نمبر xyxy=(993,1677,1062,1695)
continuation-body: ــــــ ـــــ ــــــــ ـــ ـــــــ ــــــ ـــــ ـــــــــ ــــ ـــــــ ـــــ ـــــــ ــــــ ـــــ ــــــــ ـــ ـــــــ ــــــ ـــــ ـــــــــ ــــ ـــــــ ـــــ ـــــــ ــــــ ـــــ ــــــــ ـــ ـــــــ ــــــ ـــــ ـــــــــ ــــ ـــــــ ـــــ ـــــــ ــــــ ـــــ ــــــــ ـــ ـــــــ ــــــ ـــــ ـــــــــ ــــ ـــــــ ـــــ ـــــــ ــــــ ـــــ ــــــــ ـــ ـــــــ ــــــ ـــــ ـــــــــ ــــ ـــــــ ـــــ ـــــــ ــــــ ـــــ ــــــــ ـــ ـــــــ ــــــ ـــــ ـــــــــ ــــ ـــــــ ـــــ ـــــــ ــــــ ـــــ ــــــــ ـــ ـــــــ ــــــ ـــــ ـــــــــ ــــ ـــــــ ـــــ ـــــــ ــــــ ـــــ ــــــــ ـــ ـــــــ ــــــ ـــــ ـــــــــ ــــ ـــــــ ـــــ ـــــــ ــــــ ـــــ ــــــــ ـــ ـــــــ ــــــ ـــــ ـــــــــ ــــ xyxy=(186,1609,361,1821)
column-1 xyxy=(1267,30,1448,2390)
continuation-body: ــــــ ـــــ ــــــــ ـــ ـــــــ ــــــ ـــــ ـــــــــ ــــ ـــــــ ـــــ ـــــــ ــــــ ـــــ ــــــــ ـــ ـــــــ ــــــ ـــــ ـــــــــ ــــ ـــــــ ـــــ ـــــــ ــــــ ـــــ ــــــــ ـــ ـــــــ ــــــ ـــــ ـــــــــ ــــ ـــــــ ـــــ ـــــــ ــــــ ـــــ ــــــــ ـــ ـــــــ ــــــ ـــــ ـــــــــ ــــ ـــــــ ـــــ ـــــــ ــــــ ـــــ ــــــــ ـــ ـــــــ ــــــ ـــــ ـــــــــ ــــ ـــــــ ـــــ ـــــــ ــــــ ـــــ ــــــــ ـــ ـــــــ ــــــ ـــــ ـــــــــ ــــ ـــــــ ـــــ ـــــــ ــــــ ـــــ ــــــــ ـــ ـــــــ xyxy=(548,2064,722,2220)
continuation-item xyxy=(1091,34,1265,797)
continuation-item xyxy=(910,34,1084,357)
continuation-body: ــــــ ـــــ ــــــــ ـــ ـــــــ ــــــ ـــــ ـــــــــ ــــ ـــــــ ـــــ ـــــــ ــــــ ـــــ ــــــــ ـــ ـــــــ ــــــ ـــــ ـــــــــ ــــ ـــــــ ـــــ ـــــــ ــــــ ـــــ ــــــــ ـــ ـــــــ ــــــ ـــــ ـــــــــ ــــ ـــــــ ـــــ ـــــــ ــــــ ـــــ ــــــــ ـــ ـــــــ ــــــ ـــــ ـــــــــ ــــ ـــــــ ـــــ ـــــــ ــــــ ـــــ ــــــــ ـــ ـــــــ ــــــ ـــــ ـــــــــ ــــ ـــــــ ـــــ ـــــــ ــــــ ـــــ ــــــــ ـــ ـــــــ ــــــ ـــــ ـــــــــ ــــ ـــــــ ـــــ ـــــــ ــــــ ـــــ ــــــــ ـــ ـــــــ ــــــ ـــــ ـــــــــ ــــ ـــــــ ـــــ ـــــــ ــــــ ـــــ ــــــــ ـــ ـــــــ ــــــ ـــــ ـــــــــ ــــ ـــــــ ـــــ ـــــــ ــــــ ـــــ ــــــــ ـــ ـــــــ ــــــ ـــــ ـــــــــ ــــ ـــــــ ـــــ ـــــــ ــــــ ـــــ ــــــــ ـــ ـــــــ ــــــ ـــــ ـــــــــ ــــ ـــــــ ـــــ xyxy=(367,926,542,1167)
continuation-number: 5 xyxy=(1273,946,1335,976)
continuation-header xyxy=(1271,717,1445,751)
continuation-header xyxy=(1091,801,1265,835)
continuation-body: ــــــ ـــــ ــــــــ ـــ ـــــــ ــــــ ـــــ ـــــــــ ــــ ـــــــ ـــــ ـــــــ ــــــ ـــــ ــــــــ ـــ ـــــــ ــــــ ـــــ ـــــــــ ــــ ـــــــ ـــــ ـــــــ ــــــ ـــــ ــــــــ ـــ ـــــــ ــــــ ـــــ ـــــــــ ــــ ـــــــ ـــــ ـــــــ ــــــ ـــــ ــــــــ ـــ ـــــــ ــــــ ـــــ ـــــــــ ــــ ـــــــ ـــــ ـــــــ ــــــ ـــــ ــــــــ ـــ ـــــــ ــــــ ـــــ ـــــــــ ــــ ـــــــ ـــــ ـــــــ ــــــ ـــــ ــــــــ ـــ ـــــــ ــــــ ـــــ ـــــــــ ــــ ـــــــ xyxy=(729,1368,903,1509)
continuation-number: 41 xyxy=(550,1630,612,1660)
continuation-item xyxy=(729,1514,903,1695)
footer-stars: ☆☆ xyxy=(78,2358,107,2374)
continuation-number: 6 xyxy=(1273,1174,1335,1204)
continuation-header xyxy=(548,2026,722,2060)
continuation-label: بقیہ نمبر xyxy=(632,639,700,658)
newspaper-page xyxy=(2,30,1448,2390)
continuation-body: ــــــ ـــــ ــــــــ ـــ ـــــــ ــــــ ـــــ ـــــــــ ــــ ـــــــ ـــــ ـــــــ ــــــ ـــــ ــــــــ ـــ ـــــــ ــــــ ـــــ ـــــــــ ــــ ـــــــ ـــــ ـــــــ ــــــ ـــــ ــــــــ ـــ ـــــــ ــــــ ـــــ ـــــــــ ــــ ـــــــ ـــــ ـــــــ ــــــ ـــــ ــــــــ ـــ ـــــــ ــــــ ـــــ ـــــــــ ــــ ـــــــ ـــــ ـــــــ ــــــ ـــــ ــــــــ ـــ ـــــــ ــــــ ـــــ ـــــــــ ــــ ـــــــ ـــــ ـــــــ ــــــ ـــــ ــــــــ ـــ ـــــــ ــــــ ـــــ ـــــــــ ــــ ـــــــ ـــــ ـــــــ ــــــ ـــــ ــــــــ ـــ ـــــــ xyxy=(548,1068,722,1224)
continuation-label: بقیہ نمبر xyxy=(1355,2090,1423,2109)
continuation-body: ــــــ ـــــ ــــــــ ـــ ـــــــ ــــــ ـــــ ـــــــــ ــــ ـــــــ ـــــ ـــــــ ــــــ ـــــ ــــــــ ـــ ـــــــ ــــــ ـــــ ـــــــــ ــــ ـــــــ ـــــ ـــــــ ــــــ ـــــ ــــــــ ـــ ـــــــ ــــــ ـــــ ـــــــــ ــــ ـــــــ ـــــ ـــــــ ــــــ ـــــ ــــــــ ـــ ـــــــ ــــــ ـــــ ـــــــــ ــــ ـــــــ ـــــ ـــــــ ــــــ ـــــ ــــــــ ـــ ـــــــ ــــــ ـــــ ـــــــــ ــــ ـــــــ ـــــ ـــــــ ــــــ ـــــ ــــــــ ـــ ـــــــ ــــــ ـــــ ـــــــــ ــــ ـــــــ xyxy=(729,258,903,399)
continuation-number: 12 xyxy=(1093,803,1155,833)
column-2 xyxy=(1087,30,1268,2390)
continuation-label: بقیہ نمبر xyxy=(813,227,881,245)
continuation-label: بقیہ نمبر xyxy=(1355,269,1423,288)
continuation-label: بقیہ نمبر xyxy=(89,809,158,828)
continuation-number: 34 xyxy=(550,235,612,265)
continuation-body: ــــــ ـــــ ــــــــ ـــ ـــــــ ــــــ ـــــ ـــــــــ ــــ ـــــــ ـــــ ـــــــ ــــــ ـــــ ــــــــ ـــ ـــــــ ــــــ ـــــ ـــــــــ ــــ ـــــــ ـــــ ـــــــ ــــــ ـــــ ــــــــ ـــ ـــــــ ــــــ ـــــ ـــــــــ ــــ ـــــــ ـــــ ـــــــ ــــــ ـــــ ــــــــ ـــ ـــــــ ــــــ ـــــ ـــــــــ ــــ ـــــــ ـــــ ـــــــ ــــــ ـــــ ــــــــ ـــ ـــــــ ــــــ ـــــ ـــــــــ ــــ ـــــــ ـــــ ـــــــ ــــــ ـــــ ــــــــ ـــ ـــــــ ــــــ ـــــ ـــــــــ ــــ ـــــــ ـــــ ـــــــ ــــــ ـــــ ــــــــ ـــ ـــــــ xyxy=(548,670,722,826)
continuation-item xyxy=(1271,2082,1445,2306)
continuation-item xyxy=(910,1669,1084,1992)
continuation-header xyxy=(729,404,903,438)
continuation-body: ــــــ ـــــ ــــــــ ـــ ـــــــ ــــــ ـــــ ـــــــــ ــــ ـــــــ ـــــ ـــــــ ــــــ ـــــ ــــــــ ـــ ـــــــ ــــــ ـــــ ـــــــــ ــــ ـــــــ ـــــ ـــــــ ــــــ ـــــ ــــــــ ـــ ـــــــ ــــــ ـــــ ـــــــــ ــــ ـــــــ ـــــ ـــــــ ــــــ ـــــ ــــــــ ـــ ـــــــ ــــــ ـــــ ـــــــــ ــــ ـــــــ ـــــ ـــــــ ــــــ ـــــ ــــــــ ـــ ـــــــ ــــــ ـــــ ـــــــــ ــــ ـــــــ ـــــ ـــــــ ــــــ ـــــ ــــــــ ـــ ـــــــ ــــــ ـــــ ـــــــــ ــــ ـــــــ ـــــ ـــــــ ــــــ ـــــ ــــــــ ـــ ـــــــ ــــــ ـــــ ـــــــــ ــــ ـــــــ ـــــ ـــــــ ــــــ ـــــ ــــــــ ـــ ـــــــ ــــــ ـــــ ـــــــــ ــــ ـــــــ ـــــ ـــــــ ــــــ ـــــ ــــــــ ـــ ـــــــ ــــــ ـــــ ـــــــــ ــــ ـــــــ ـــــ ـــــــ ــــــ ـــــ ــــــــ ـــ ـــــــ ــــــ ـــــ ـــــــــ ــــ ـــــــ ـــــ ـــــــ ــــــ ـــــ ــــــــ ـــ ـــــــ ــــــ ـــــ ـــــــــ ــــ ـــــــ ـــــ ـــــــ ــــــ ـــــ ــــــــ ـــ ـــــــ ــــــ ـــــ ـــــــــ xyxy=(909,1054,1084,1337)
continuation-item xyxy=(187,1058,361,1310)
continuation-body: ــــــ ـــــ ــــــــ ـــ ـــــــ ــــــ ـــــ ـــــــــ ــــ ـــــــ ـــــ ـــــــ ــــــ ـــــ ــــــــ ـــ ـــــــ ــــــ ـــــ ـــــــــ ــــ ـــــــ ـــــ ـــــــ ــــــ ـــــ ــــــــ ـــ ـــــــ ــــــ ـــــ ـــــــــ ــــ ـــــــ ـــــ ـــــــ ــــــ ـــــ ــــــــ ـــ ـــــــ ــــــ ـــــ ـــــــــ ــــ ـــــــ ـــــ ـــــــ ــــــ ـــــ ــــــــ ـــ ـــــــ ــــــ ـــــ ـــــــــ ــــ ـــــــ ـــــ ـــــــ ــــــ ـــــ ــــــــ ـــ ـــــــ ــــــ ـــــ ـــــــــ ــــ ـــــــ ـــــ ـــــــ ــــــ ـــــ ــــــــ ـــ ـــــــ xyxy=(548,1666,722,1822)
continuation-body: ــــــ ـــــ ــــــــ ـــ ـــــــ ــــــ ـــــ ـــــــــ ــــ ـــــــ ـــــ ـــــــ ــــــ ـــــ ــــــــ ـــ ـــــــ ــــــ ـــــ ـــــــــ ــــ ـــــــ ـــــ ـــــــ ــــــ ـــــ ــــــــ ـــ ـــــــ ــــــ ـــــ ـــــــــ ــــ ـــــــ ـــــ ـــــــ ــــــ ـــــ ــــــــ ـــ ـــــــ ــــــ ـــــ ـــــــــ ــــ ـــــــ ـــــ ـــــــ ــــــ ـــــ ــــــــ ـــ ـــــــ ــــــ ـــــ ـــــــــ ــــ ـــــــ ـــــ ـــــــ ــــــ ـــــ ــــــــ ـــ ـــــــ ــــــ ـــــ ـــــــــ ــــ ـــــــ ـــــ ـــــــ ــــــ ـــــ ــــــــ ـــ ـــــــ ــــــ ـــــ ـــــــــ ــــ ـــــــ ـــــ ـــــــ ــــــ ـــــ ــــــــ ـــ ـــــــ ــــــ ـــــ xyxy=(1271,1893,1445,2078)
continuation-label: بقیہ نمبر xyxy=(270,42,339,60)
continuation-label: بقیہ نمبر xyxy=(1355,952,1423,971)
continuation-body: ــــــ ـــــ ــــــــ ـــ ـــــــ ــــــ ـــــ ـــــــــ ــــ ـــــــ ـــــ ـــــــ ــــــ ـــــ ــــــــ ـــ ـــــــ ــــــ ـــــ ـــــــــ ــــ ـــــــ ـــــ ـــــــ ــــــ ـــــ ــــــــ ـــ ـــــــ ــــــ ـــــ ـــــــــ ــــ ـــــــ ـــــ ـــــــ ــــــ ـــــ ــــــــ ـــ ـــــــ ــــــ ـــــ ـــــــــ ــــ ـــــــ ـــــ ـــــــ ــــــ ـــــ ــــــــ ـــ ـــــــ ــــــ ـــــ ـــــــــ ــــ ـــــــ ـــــ ـــــــ ــــــ ـــــ ــــــــ ـــ ـــــــ ــــــ ـــــ ـــــــــ ــــ ـــــــ xyxy=(729,628,903,769)
continuation-label: بقیہ نمبر xyxy=(451,326,520,345)
continuation-item xyxy=(1271,489,1445,713)
column-7 xyxy=(183,30,364,2390)
continuation-body: ــــــ ـــــ ــــــــ ـــ ـــــــ ــــــ ـــــ ـــــــــ ــــ ـــــــ ـــــ ـــــــ ــــــ ـــــ ــــــــ ـــ ـــــــ ــــــ ـــــ ـــــــــ ــــ ـــــــ ـــــ ـــــــ ــــــ ـــــ ــــــــ ـــ ـــــــ ــــــ ـــــ ـــــــــ ــــ ـــــــ ـــــ ـــــــ ــــــ ـــــ ــــــــ ـــ ـــــــ ــــــ ـــــ ـــــــــ ــــ ـــــــ ـــــ ـــــــ ــــــ ـــــ ــــــــ ـــ ـــــــ ــــــ ـــــ ـــــــــ ــــ ـــــــ ـــــ ـــــــ ــــــ ـــــ ــــــــ ـــ ـــــــ ــــــ ـــــ ـــــــــ ــــ ـــــــ ـــــ ـــــــ ــــــ ـــــ ــــــــ ـــ ـــــــ ــــــ ـــــ ـــــــــ ــــ ـــــــ ـــــ ـــــــ ــــــ ـــــ ــــــــ ـــ ـــــــ ــــــ ـــــ ـــــــــ ــــ ـــــــ ـــــ ـــــــ ــــــ ـــــ ــــــــ ـــ ـــــــ ــــــ ـــــ ـــــــــ ــــ ـــــــ ـــــ ـــــــ ــــــ ـــــ ــــــــ ـــ ـــــــ ــــــ ـــــ ـــــــــ ــــ ـــــــ ـــــ xyxy=(367,2063,542,2304)
issue-date: 16مارچ2019ء xyxy=(1325,2,1444,22)
continuation-item xyxy=(187,1570,361,1822)
continuation-number: 51 xyxy=(370,2027,432,2057)
continuation-number: 27 xyxy=(731,1146,793,1176)
continuation-header xyxy=(368,1740,542,1774)
continuation-header xyxy=(729,589,903,623)
continuation-item xyxy=(1271,34,1445,258)
continuation-number: 53 xyxy=(189,292,251,322)
column-6 xyxy=(364,30,545,2390)
continuation-label: بقیہ نمبر xyxy=(632,1834,700,1853)
column-5 xyxy=(544,30,725,2390)
continuation-item xyxy=(1271,1172,1445,1396)
continuation-header xyxy=(187,1826,361,1860)
continuation-body: ــــــ ـــــ ــــــــ ـــ ـــــــ ــــــ ـــــ ـــــــــ ــــ ـــــــ ـــــ ـــــــ ــــــ ـــــ ــــــــ ـــ ـــــــ ــــــ ـــــ ـــــــــ ــــ ـــــــ ـــــ ـــــــ ــــــ ـــــ ــــــــ ـــ ـــــــ ــــــ ـــــ ـــــــــ ــــ ـــــــ ـــــ ـــــــ ــــــ ـــــ ــــــــ ـــ ـــــــ ــــــ ـــــ ـــــــــ ــــ ـــــــ ـــــ ـــــــ ــــــ ـــــ ــــــــ ـــ ـــــــ ــــــ ـــــ ـــــــــ ــــ ـــــــ ـــــ ـــــــ ــــــ ـــــ ــــــــ ـــ ـــــــ ــــــ ـــــ ـــــــــ ــــ ـــــــ xyxy=(729,1923,903,2064)
continuation-item xyxy=(368,2025,542,2305)
continuation-label: بقیہ نمبر xyxy=(813,1707,881,1725)
continuation-number: 45 xyxy=(370,320,432,350)
continuation-number: 44 xyxy=(370,36,432,66)
continuation-header xyxy=(910,688,1084,722)
continuation-header xyxy=(368,887,542,921)
continuation-body: ــــــ ـــــ ــــــــ ـــ ـــــــ ــــــ ـــــ ـــــــــ ــــ ـــــــ ـــــ ـــــــ ــــــ ـــــ ــــــــ ـــ ـــــــ ــــــ ـــــ ـــــــــ ــــ ـــــــ ـــــ ـــــــ ــــــ ـــــ ــــــــ ـــ ـــــــ ــــــ ـــــ ـــــــــ ــــ ـــــــ ـــــ ـــــــ ــــــ ـــــ ــــــــ ـــ ـــــــ ــــــ ـــــ ـــــــــ ــــ ـــــــ ـــــ ـــــــ ــــــ ـــــ ــــــــ ـــ ـــــــ ــــــ ـــــ ـــــــــ ــــ ـــــــ ـــــ ـــــــ ــــــ ـــــ ــــــــ ـــ ـــــــ ــــــ ـــــ ـــــــــ ــــ ـــــــ ـــــ ـــــــ ــــــ ـــــ ــــــــ ـــ ـــــــ ــــــ ـــــ ـــــــــ ــــ ـــــــ ـــــ ـــــــ ــــــ ـــــ ــــــــ ـــ ـــــــ ــــــ ـــــ xyxy=(1271,755,1445,940)
continuation-body: ــــــ ـــــ ــــــــ ـــ ـــــــ ــــــ ـــــ ـــــــــ ــــ ـــــــ ـــــ ـــــــ ــــــ ـــــ ــــــــ ـــ ـــــــ ــــــ ـــــ ـــــــــ ــــ ـــــــ ـــــ ـــــــ ــــــ ـــــ ــــــــ ـــ ـــــــ ــــــ ـــــ ـــــــــ ــــ ـــــــ ـــــ ـــــــ ــــــ ـــــ ــــــــ ـــ ـــــــ ــــــ ـــــ ـــــــــ ــــ ـــــــ ـــــ ـــــــ ــــــ ـــــ ــــــــ ـــ ـــــــ ــــــ ـــــ ـــــــــ ــــ ـــــــ ـــــ ـــــــ ــــــ ـــــ ــــــــ ـــ ـــــــ ــــــ ـــــ ـــــــــ ــــ ـــــــ ـــــ ـــــــ ــــــ ـــــ ــــــــ ـــ ـــــــ ــــــ ـــــ ـــــــــ ــــ ـــــــ ـــــ ـــــــ ــــــ ـــــ ــــــــ ـــ ـــــــ ــــــ ـــــ ـــــــــ ــــ ـــــــ ـــــ ـــــــ ــــــ ـــــ ــــــــ ـــ ـــــــ ــــــ ـــــ ـــــــــ ــــ ـــــــ ـــــ ـــــــ ــــــ ـــــ ــــــــ ـــ ـــــــ ــــــ ـــــ ـــــــــ ــــ ـــــــ ـــــ ـــــــ ــــــ ـــــ ــــــــ ـــ ـــــــ ــــــ ـــــ ـــــــــ ــــ ـــــــ ـــــ ـــــــ ــــــ ـــــ ــــــــ ـــ ـــــــ ــــــ ـــــ ـــــــــ xyxy=(909,73,1084,356)
continuation-number: 54 xyxy=(189,548,251,578)
continuation-body: ــــــ ـــــ ــــــــ ـــ ـــــــ ــــــ ـــــ ـــــــــ ــــ ـــــــ ـــــ ـــــــ ــــــ ـــــ ــــــــ ـــ ـــــــ ــــــ ـــــ ـــــــــ ــــ ـــــــ ـــــ ـــــــ ــــــ ـــــ ــــــــ ـــ ـــــــ ــــــ ـــــ ـــــــــ ــــ ـــــــ ـــــ ـــــــ ــــــ ـــــ ــــــــ ـــ ـــــــ ــــــ ـــــ ـــــــــ ــــ ـــــــ ـــــ ـــــــ ــــــ ـــــ ــــــــ ـــ ـــــــ ــــــ ـــــ ـــــــــ ــــ ـــــــ ـــــ ـــــــ ــــــ ـــــ ــــــــ ـــ ـــــــ ــــــ ـــــ ـــــــــ ــــ ـــــــ xyxy=(729,2108,903,2249)
continuation-number: 58 xyxy=(189,1572,251,1602)
continuation-header xyxy=(1271,489,1445,523)
continuation-body: ــــــ ـــــ ــــــــ ـــ ـــــــ ــــــ ـــــ ـــــــــ ــــ ـــــــ ـــــ ـــــــ ــــــ ـــــ ــــــــ ـــ ـــــــ ــــــ ـــــ ـــــــــ ــــ ـــــــ ـــــ ـــــــ ــــــ ـــــ ــــــــ ـــ ـــــــ ــــــ ـــــ ـــــــــ ــــ ـــــــ ـــــ ـــــــ ــــــ ـــــ ــــــــ ـــ ـــــــ ــــــ ـــــ ـــــــــ ــــ ـــــــ ـــــ ـــــــ ــــــ ـــــ ــــــــ ـــ ـــــــ ــــــ ـــــ ـــــــــ ــــ ـــــــ ـــــ ـــــــ ــــــ ـــــ ــــــــ ـــ ـــــــ ــــــ ـــــ ـــــــــ ــــ ـــــــ ـــــ ـــــــ ــــــ ـــــ ــــــــ ـــ ـــــــ ــــــ ـــــ ـــــــــ ــــ ـــــــ ـــــ ـــــــ ــــــ ـــــ ــــــــ ـــ ـــــــ ــــــ ـــــ ـــــــــ ــــ ـــــــ ـــــ ـــــــ ــــــ ـــــ ــــــــ ـــ ـــــــ ــــــ ـــــ ـــــــــ ــــ ـــــــ ـــــ ـــــــ ــــــ ـــــ ــــــــ ـــ ـــــــ ــــــ ـــــ ـــــــــ ــــ ـــــــ ـــــ ـــــــ ــــــ ـــــ ــــــــ ـــ ـــــــ ــــــ ـــــ ـــــــــ ــــ ـــــــ ـــــ ـــــــ ــــــ ـــــ ــــــــ ـــ ـــــــ ــــــ ـــــ ـــــــــ ــــ ـــــــ ـــــ ـــــــ ــــــ ـــــ ــــــــ ـــ ـــــــ ــــــ ـــــ ـــــــــ ــــ ـــــــ ـــــ ـــــــ ــــــ ـــــ ــــــــ ـــ ـــــــ ــــــ ـــــ ـــــــــ ــــ ـــــــ ـــــ ـــــــ ــــــ ـــــ ــــــــ ـــ ـــــــ ــــــ ـــــ ـــــــــ ــــ ـــــــ ـــــ ـــــــ ــــــ ـــــ ــــــــ ـــ ـــــــ ــــــ ـــــ ـــــــــ ــــ ـــــــ ـــــ ـــــــ ــــــ ـــــ ــــــــ ـــ ـــــــ ــــــ ـــــ ـــــــــ ــــ ـــــــ ـــــ ـــــــ ــــــ ـــــ ــــــــ ـــ ـــــــ ــــــ ـــــ ـــــــــ ــــ ـــــــ ـــــ ـــــــ ــــــ ـــــ ــــــــ ـــ ـــــــ ــــــ ـــــ ـــــــــ ــــ ـــــــ ـــــ ـــــــ ــــــ ـــــ ــــــــ ـــ ـــــــ ــــــ ـــــ ـــــــــ ــــ ـــــــ ـــــ ـــــــ ــــــ ـــــ ــــــــ ـــ ـــــــ ــــــ ـــــ ـــــــــ ــــ ـــــــ ـــــ ـــــــ ــــــ ـــــ ــــــــ ـــ ـــــــ ــــــ ـــــ ـــــــــ ــــ ـــــــ ـــــ ـــــــ ــــــ ـــــ ــــــــ ـــ ـــــــ ــــــ ـــــ ـــــــــ ــــ ـــــــ ـــــ ـــــــ ــــــ ـــــ ــــــــ ـــ ـــــــ ــــــ ـــــ ـــــــــ ــــ ـــــــ ـــــ ـــــــ ــــــ ـــــ ــــــــ ـــ ـــــــ ــــــ ـــــ ـــــــــ ــــ ـــــــ ـــــ ـــــــ ــــــ ـــــ ــــــــ ـــ ـــــــ ــــــ ـــــ ـــــــــ ــــ ـــــــ ـــــ ـــــــ ــــــ ـــــ ــــــــ ـــ ـــــــ ــــــ ـــــ ـــــــــ ــــ ـــــــ ـــــ ـــــــ ــــــ ـــــ ــــــــ ـــ ـــــــ ــــــ ـــــ ـــــــــ ــــ ـــــــ ـــــ ـــــــ ــــــ ـــــ ــــــــ ـــ ـــــــ ــــــ ـــــ ـــــــــ ــــ ـــــــ ـــــ ـــــــ ــــــ ـــــ ــــــــ ـــ ـــــــ ــــــ ـــــ ـــــــــ ــــ xyxy=(1090,73,1265,797)
publication-prefix: DAILY xyxy=(6,2,56,22)
continuation-label: بقیہ نمبر xyxy=(993,1023,1062,1041)
continuation-item xyxy=(729,1329,903,1510)
footer-stars: ☆☆☆☆ xyxy=(65,2337,120,2353)
continuation-header xyxy=(548,831,722,865)
continuation-label: بقیہ نمبر xyxy=(813,1337,881,1355)
continuation-label: بقیہ نمبر xyxy=(270,2090,339,2108)
continuation-number: 3 xyxy=(1273,491,1335,521)
continuation-number: 42 xyxy=(550,1829,612,1859)
continuation-number: 60 xyxy=(189,2084,251,2114)
continuation-label: بقیہ نمبر xyxy=(632,241,700,260)
continuation-label: بقیہ نمبر xyxy=(270,1834,339,1852)
continuation-item xyxy=(548,1428,722,1623)
continuation-item xyxy=(548,233,722,428)
continuation-number: 24 xyxy=(731,591,793,621)
continuation-item xyxy=(548,2026,722,2221)
continuation-item xyxy=(729,2069,903,2250)
continuation-item xyxy=(187,2082,361,2334)
continuation-item xyxy=(910,1996,1084,2319)
continuation-body: ــــــ ـــــ ــــــــ ـــ ـــــــ ــــــ ـــــ ـــــــــ ــــ ـــــــ ـــــ ـــــــ ــــــ ـــــ ــــــــ ـــ ـــــــ ــــــ ـــــ ـــــــــ ــــ ـــــــ ـــــ ـــــــ ــــــ ـــــ ــــــــ ـــ ـــــــ ــــــ ـــــ ـــــــــ ــــ ـــــــ ـــــ ـــــــ ــــــ ـــــ ــــــــ ـــ ـــــــ ــــــ ـــــ ـــــــــ ــــ ـــــــ ـــــ ـــــــ ــــــ ـــــ ــــــــ ـــ ـــــــ ــــــ ـــــ ـــــــــ ــــ ـــــــ ـــــ ـــــــ ــــــ ـــــ ــــــــ ـــ ـــــــ ــــــ ـــــ ـــــــــ ــــ ـــــــ ـــــ ـــــــ ــــــ ـــــ ــــــــ ـــ ـــــــ xyxy=(548,272,722,428)
continuation-item xyxy=(548,1229,722,1424)
continuation-number: 47 xyxy=(370,889,432,919)
publication-title: AKSRIYAT xyxy=(61,2,158,22)
continuation-label: بقیہ نمبر xyxy=(632,838,700,857)
continuation-label: بقیہ نمبر xyxy=(1355,724,1423,743)
continuation-body: ــــــ ـــــ ــــــــ ـــ ـــــــ ــــــ ـــــ ـــــــــ ــــ ـــــــ ـــــ ـــــــ ــــــ ـــــ ــــــــ ـــ ـــــــ ــــــ ـــــ ـــــــــ ــــ ـــــــ ـــــ ـــــــ ــــــ ـــــ ــــــــ ـــ ـــــــ ــــــ ـــــ ـــــــــ ــــ ـــــــ ـــــ ـــــــ ــــــ ـــــ ــــــــ ـــ ـــــــ ــــــ ـــــ ـــــــــ ــــ ـــــــ ـــــ ـــــــ ــــــ ـــــ ــــــــ ـــ ـــــــ ــــــ ـــــ ـــــــــ ــــ ـــــــ ـــــ ـــــــ ــــــ ـــــ ــــــــ ـــ ـــــــ ــــــ ـــــ ـــــــــ ــــ ـــــــ ـــــ ـــــــ ــــــ ـــــ ــــــــ ـــ ـــــــ ــــــ ـــــ ـــــــــ ــــ ـــــــ ـــــ ـــــــ ــــــ ـــــ ــــــــ ـــ ـــــــ ــــــ ـــــ ـــــــــ ــــ ـــــــ ـــــ ـــــــ ــــــ ـــــ ــــــــ ـــ ـــــــ ــــــ ـــــ ـــــــــ ــــ ـــــــ ـــــ ـــــــ ــــــ ـــــ ــــــــ ـــ ـــــــ ــــــ ـــــ ـــــــــ ــــ ـــــــ ـــــ ـــــــ ــــــ ـــــ ــــــــ ـــ ـــــــ ــــــ ـــــ ـــــــــ ــــ ـــــــ ـــــ ـــــــ ــــــ ـــــ ــــــــ ـــ ـــــــ ــــــ ـــــ ـــــــــ xyxy=(909,1381,1084,1664)
continuation-header xyxy=(1091,1568,1265,1602)
continuation-header xyxy=(910,1669,1084,1703)
continuation-label: بقیہ نمبر xyxy=(813,597,881,615)
continuation-header xyxy=(729,1699,903,1733)
continuation-header xyxy=(548,233,722,267)
continuation-body: ــــــ ـــــ ــــــــ ـــ ـــــــ ــــــ ـــــ ـــــــــ ــــ ـــــــ ـــــ ـــــــ ــــــ ـــــ ــــــــ ـــ ـــــــ ــــــ ـــــ ـــــــــ ــــ ـــــــ ـــــ ـــــــ ــــــ ـــــ ــــــــ ـــ ـــــــ ــــــ ـــــ ـــــــــ ــــ ـــــــ ـــــ ـــــــ ــــــ ـــــ ــــــــ ـــ ـــــــ ــــــ ـــــ ـــــــــ ــــ ـــــــ ـــــ ـــــــ ــــــ ـــــ ــــــــ ـــ ـــــــ ــــــ ـــــ ـــــــــ ــــ ـــــــ ـــــ ـــــــ ــــــ ـــــ ــــــــ ـــ ـــــــ ــــــ ـــــ ـــــــــ ــــ ـــــــ ـــــ ـــــــ ــــــ ـــــ ــــــــ ـــ ـــــــ ــــــ ـــــ ـــــــــ ــــ ـــــــ ـــــ ـــــــ ــــــ ـــــ ــــــــ ـــ ـــــــ ــــــ ـــــ ـــــــــ ــــ ـــــــ ـــــ ـــــــ ــــــ ـــــ ــــــــ ـــ ـــــــ ــــــ ـــــ ـــــــــ ــــ ـــــــ ـــــ ـــــــ ــــــ ـــــ ــــــــ ـــ ـــــــ ــــــ ـــــ ـــــــــ ــــ ـــــــ ـــــ ـــــــ ــــــ ـــــ ــــــــ ـــ ـــــــ ــــــ ـــــ ـــــــــ ــــ ـــــــ ـــــ ـــــــ ــــــ ـــــ ــــــــ ـــ ـــــــ ــــــ ـــــ ـــــــــ ــــ ـــــــ ـــــ ـــــــ ــــــ ـــــ ــــــــ ـــ ـــــــ ــــــ ـــــ ـــــــــ ــــ ـــــــ ـــــ ـــــــ ــــــ ـــــ ــــــــ ـــ ـــــــ ــــــ ـــــ ـــــــــ ــــ ـــــــ ـــــ ـــــــ ــــــ ـــــ ــــــــ ـــ ـــــــ ــــــ ـــــ ـــــــــ ــــ ـــــــ ـــــ ـــــــ ــــــ ـــــ ــــــــ ـــ ـــــــ ــــــ ـــــ ـــــــــ ــــ ـــــــ ـــــ ـــــــ ــــــ ـــــ ــــــــ ـــ ـــــــ ــــــ ـــــ ـــــــــ ــــ ـــــــ ـــــ ـــــــ ــــــ ـــــ ــــــــ ـــ ـــــــ ــــــ ـــــ ـــــــــ ــــ ـــــــ ـــــ ـــــــ ــــــ ـــــ ــــــــ ـــ ـــــــ ــــــ ـــــ ـــــــــ ــــ ـــــــ ـــــ ـــــــ ــــــ ـــــ ــــــــ ـــ ـــــــ ــــــ ـــــ ـــــــــ ــــ ـــــــ ـــــ ـــــــ ــــــ ـــــ ــــــــ ـــ ـــــــ ــــــ ـــــ ـــــــــ ــــ ـــــــ ـــــ ـــــــ ــــــ ـــــ ــــــــ ـــ ـــــــ ــــــ ـــــ ـــــــــ ــــ ـــــــ ـــــ ـــــــ ــــــ ـــــ ــــــــ ـــ ـــــــ ــــــ ـــــ ـــــــــ ــــ ـــــــ ـــــ ـــــــ ــــــ ـــــ ــــــــ ـــ ـــــــ ــــــ ـــــ ـــــــــ ــــ ـــــــ ـــــ ـــــــ ــــــ ـــــ ــــــــ ـــ ـــــــ ــــــ ـــــ ـــــــــ ــــ ـــــــ ـــــ ـــــــ ــــــ ـــــ ــــــــ ـــ ـــــــ ــــــ ـــــ ـــــــــ ــــ ـــــــ ـــــ ـــــــ ــــــ ـــــ ــــــــ ـــ ـــــــ ــــــ ـــــ ـــــــــ ــــ ـــــــ ـــــ ـــــــ ــــــ ـــــ ــــــــ ـــ ـــــــ ــــــ ـــــ ـــــــــ ــــ ـــــــ ـــــ ـــــــ ــــــ ـــــ ــــــــ ـــ ـــــــ ــــــ ـــــ ـــــــــ ــــ ـــــــ ـــــ ـــــــ ــــــ ـــــ ــــــــ ـــ ـــــــ ــــــ ـــــ ـــــــــ ــــ xyxy=(1090,1607,1265,2331)
continuation-body: ــــــ ـــــ ــــــــ ـــ ـــــــ ــــــ ـــــ ـــــــــ ــــ ـــــــ ـــــ ـــــــ ــــــ ـــــ ــــــــ ـــ ـــــــ ــــــ ـــــ ـــــــــ ــــ ـــــــ ـــــ ـــــــ ــــــ ـــــ ــــــــ ـــ ـــــــ ــــــ ـــــ ـــــــــ ــــ ـــــــ ـــــ ـــــــ ــــــ ـــــ ــــــــ ـــ ـــــــ ــــــ ـــــ ـــــــــ ــــ ـــــــ ـــــ ـــــــ ــــــ ـــــ ــــــــ ـــ ـــــــ ــــــ ـــــ ـــــــــ ــــ ـــــــ ـــــ ـــــــ ــــــ ـــــ ــــــــ ـــ ـــــــ ــــــ ـــــ ـــــــــ ــــ ـــــــ ـــــ ـــــــ ــــــ ـــــ ــــــــ ـــ ـــــــ ــــــ ـــــ ـــــــــ ــــ ـــــــ ـــــ ـــــــ ــــــ ـــــ ــــــــ ـــ ـــــــ ــــــ ـــــ ـــــــــ ــــ ـــــــ ـــــ ـــــــ ــــــ ـــــ ــــــــ ـــ ـــــــ ــــــ ـــــ ـــــــــ ــــ ـــــــ ـــــ ـــــــ ــــــ ـــــ ــــــــ ـــ ـــــــ ــــــ ـــــ ـــــــــ ــــ ـــــــ ـــــ xyxy=(367,357,542,598)
continuation-number: 57 xyxy=(189,1316,251,1346)
continuation-header xyxy=(1091,34,1265,68)
continuation-item xyxy=(187,34,361,286)
continuation-number: 8 xyxy=(1273,1629,1335,1659)
continuation-number: 36 xyxy=(550,634,612,664)
continuation-item xyxy=(1271,1855,1445,2079)
continuation-number: 46 xyxy=(370,605,432,635)
continuation-header xyxy=(548,1030,722,1064)
continuation-header xyxy=(5,801,180,835)
continuation-body: ــــــ ـــــ ــــــــ ـــ ـــــــ ــــــ ـــــ ـــــــــ ــــ ـــــــ ـــــ ـــــــ ــــــ ـــــ ــــــــ ـــ ـــــــ ــــــ ـــــ ـــــــــ ــــ ـــــــ ـــــ ـــــــ ــــــ ـــــ ــــــــ ـــ ـــــــ ــــــ ـــــ ـــــــــ ــــ ـــــــ ـــــ ـــــــ ــــــ ـــــ ــــــــ ـــ ـــــــ ــــــ ـــــ ـــــــــ ــــ ـــــــ ـــــ ـــــــ ــــــ ـــــ ــــــــ ـــ ـــــــ ــــــ ـــــ ـــــــــ ــــ ـــــــ ـــــ ـــــــ ــــــ ـــــ ــــــــ ـــ ـــــــ ــــــ ـــــ ـــــــــ ــــ ـــــــ ـــــ ـــــــ ــــــ ـــــ ــــــــ ـــ ـــــــ ــــــ ـــــ ـــــــــ ــــ ـــــــ ـــــ ـــــــ ــــــ ـــــ ــــــــ ـــ ـــــــ ــــــ ـــــ xyxy=(1271,300,1445,485)
continuation-item xyxy=(1271,262,1445,486)
continuation-item xyxy=(5,801,180,1564)
continuation-label: بقیہ نمبر xyxy=(270,1066,339,1084)
continuation-body: ــــــ ـــــ ــــــــ ـــ ـــــــ ــــــ ـــــ ـــــــــ ــــ ـــــــ ـــــ ـــــــ ــــــ ـــــ ــــــــ ـــ ـــــــ ــــــ ـــــ ـــــــــ ــــ ـــــــ ـــــ ـــــــ ــــــ ـــــ ــــــــ ـــ ـــــــ ــــــ ـــــ ـــــــــ ــــ ـــــــ ـــــ ـــــــ ــــــ ـــــ ــــــــ ـــ ـــــــ ــــــ ـــــ ـــــــــ ــــ ـــــــ ـــــ ـــــــ ــــــ ـــــ ــــــــ ـــ ـــــــ ــــــ ـــــ ـــــــــ ــــ ـــــــ ـــــ ـــــــ ــــــ ـــــ ــــــــ ـــ ـــــــ ــــــ ـــــ ـــــــــ ــــ ـــــــ xyxy=(729,443,903,584)
continuation-label: بقیہ نمبر xyxy=(813,1522,881,1540)
continuation-body: ــــــ ـــــ ــــــــ ـــ ـــــــ ــــــ ـــــ ـــــــــ ــــ ـــــــ ـــــ ـــــــ ــــــ ـــــ ــــــــ ـــ ـــــــ ــــــ ـــــ ـــــــــ ــــ ـــــــ ـــــ ـــــــ ــــــ ـــــ ــــــــ ـــ ـــــــ ــــــ ـــــ ـــــــــ ــــ ـــــــ ـــــ ـــــــ ــــــ ـــــ ــــــــ ـــ ـــــــ ــــــ ـــــ ـــــــــ ــــ ـــــــ ـــــ ـــــــ ــــــ ـــــ ــــــــ ـــ ـــــــ ــــــ ـــــ ـــــــــ ــــ ـــــــ ـــــ ـــــــ ــــــ ـــــ ــــــــ ـــ ـــــــ ــــــ ـــــ ـــــــــ ــــ ـــــــ ـــــ ـــــــ ــــــ ـــــ ــــــــ ـــ ـــــــ xyxy=(548,471,722,627)
continuation-number: 22 xyxy=(731,221,793,251)
continuation-number: 28 xyxy=(731,1331,793,1361)
continuation-label: بقیہ نمبر xyxy=(632,1237,700,1256)
continuation-label: بقیہ نمبر xyxy=(1355,497,1423,516)
continuation-header xyxy=(729,219,903,253)
continuation-body: ــــــ ـــــ ــــــــ ـــ ـــــــ ــــــ ـــــ ـــــــــ ــــ ـــــــ ـــــ ـــــــ ــــــ ـــــ ــــــــ ـــ ـــــــ ــــــ ـــــ ـــــــــ ــــ ـــــــ ـــــ ـــــــ ــــــ ـــــ ــــــــ ـــ ـــــــ ــــــ ـــــ ـــــــــ ــــ ـــــــ ـــــ ـــــــ ــــــ ـــــ ــــــــ ـــ ـــــــ ــــــ ـــــ ـــــــــ ــــ ـــــــ ـــــ ـــــــ ــــــ ـــــ ــــــــ ـــ ـــــــ ــــــ ـــــ ـــــــــ ــــ ـــــــ ـــــ ـــــــ ــــــ ـــــ ــــــــ ـــ ـــــــ ــــــ ـــــ ـــــــــ ــــ ـــــــ ـــــ ـــــــ ــــــ ـــــ ــــــــ ـــ ـــــــ ــــــ ـــــ ـــــــــ ــــ ـــــــ ـــــ ـــــــ ــــــ ـــــ ــــــــ ـــ ـــــــ ــــــ ـــــ ـــــــــ ــــ ـــــــ ـــــ ـــــــ ــــــ ـــــ ــــــــ ـــ ـــــــ ــــــ ـــــ ـــــــــ ــــ xyxy=(186,841,361,1053)
continuation-number: 56 xyxy=(189,1060,251,1090)
continuation-body: ــــــ ـــــ ــــــــ ـــ ـــــــ ــــــ ـــــ ـــــــــ ــــ ـــــــ ـــــ ـــــــ ــــــ ـــــ ــــــــ ـــ ـــــــ ــــــ ـــــ ـــــــــ ــــ ـــــــ ـــــ ـــــــ ــــــ ـــــ ــــــــ ـــ ـــــــ ــــــ ـــــ ـــــــــ ــــ ـــــــ ـــــ ـــــــ ــــــ ـــــ ــــــــ ـــ ـــــــ ــــــ ـــــ ـــــــــ ــــ ـــــــ ـــــ ـــــــ ــــــ ـــــ ــــــــ ـــ ـــــــ ــــــ ـــــ ـــــــــ ــــ ـــــــ ـــــ ـــــــ ــــــ ـــــ ــــــــ ـــ ـــــــ ــــــ ـــــ ـــــــــ ــــ ـــــــ ـــــ ـــــــ ــــــ ـــــ ــــــــ ـــ ـــــــ ــــــ ـــــ ـــــــــ ــــ ـــــــ ـــــ ـــــــ ــــــ ـــــ ــــــــ ـــ ـــــــ ــــــ ـــــ xyxy=(1271,1666,1445,1850)
continuation-number: 40 xyxy=(550,1430,612,1460)
continuation-header xyxy=(1271,262,1445,296)
